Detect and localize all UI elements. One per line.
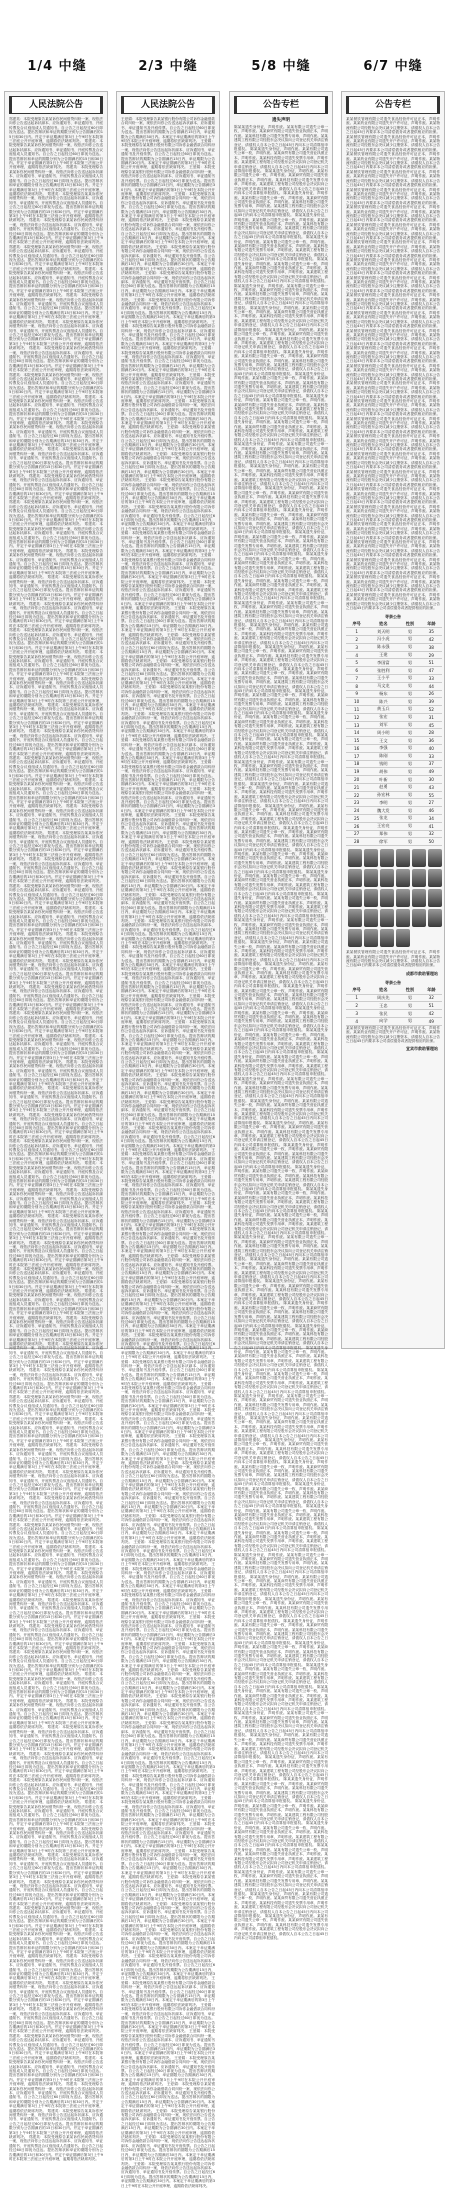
table-row (346, 815, 442, 823)
table-cell: 47 (421, 667, 442, 675)
table-cell: 杨东 (367, 690, 399, 698)
table-cell: 张宏 (367, 713, 399, 721)
person-photo (380, 889, 394, 907)
table-row (346, 706, 442, 714)
table-row (346, 698, 442, 706)
table-row (346, 830, 442, 838)
table-cell: 2 (346, 636, 367, 644)
column-banner: 公告专栏 (346, 96, 440, 114)
table-cell: 22 (346, 791, 367, 799)
table-row (346, 659, 442, 667)
person-photo (364, 929, 378, 947)
person-photo (412, 909, 426, 927)
table-row (346, 760, 442, 768)
person-photo (380, 869, 394, 887)
table-cell: 男 (399, 737, 420, 745)
column-banner: 人民法院公告 (9, 96, 103, 114)
table-cell: 52 (421, 706, 442, 714)
table-cell: 男 (399, 636, 420, 644)
table-row (346, 690, 442, 698)
person-photo (428, 869, 442, 887)
table-cell: 14 (346, 729, 367, 737)
table-cell: 41 (421, 822, 442, 830)
table-cell: 23 (346, 799, 367, 807)
table-cell: 男 (399, 776, 420, 784)
table-row (346, 768, 442, 776)
person-photo (380, 909, 394, 927)
table-cell: 男 (399, 698, 420, 706)
table-cell: 50 (421, 838, 442, 846)
person-photo (380, 929, 394, 947)
table-cell: 王文 (367, 737, 399, 745)
table-cell: 8 (346, 682, 367, 690)
table-cell: 男 (399, 799, 420, 807)
table-row (346, 628, 442, 636)
table-cell: 38 (421, 643, 442, 651)
table-cell: 45 (421, 721, 442, 729)
person-photo (348, 849, 362, 867)
table-cell: 5 (346, 659, 367, 667)
table-cell: 男 (399, 690, 420, 698)
notice-text: 陈某某遗失身份证，声明作废。某某有限公司遗失公章一枚，声明作废。某某商贸有限公司遗失营业执照正本，声明作废。某某科技有限公司遗失发票专用章，声明作废。某某建筑工程有限公司经股东会决议拟向公司登记机关申请注销登记，请债权人自本公告之日起45日内向本公司清算组申报债权。 陈某某遗失身份证，声明作废。某某有限公司遗失公章一枚，声明作废。某某商贸有限公司遗失营业执照正本，声明作废。某某科技有限公司遗失发票专用章，声明作废。某某建筑工程有限公司经股东会决议拟向公司登记机关申请注销登记，请债权人自本公告之日起45日内向本公司清算组申报债权。 陈某某遗失身份证，声明作废。某某有限公司遗失公章一枚，声明作废。某某商贸有限公司遗失营业执照正本，声明作废。某某科技有限公司遗失发票专用章，声明作废。某某建筑工程有限公司经股东会决议拟向公司登记机关申请注销登记，请债权人自本公告之日起45日内向本公司清算组申报债权。 陈某某遗失身份证，声明作废。某某有限公司遗失公章一枚，声明作废。某某商贸有限公司遗失营业执照正本，声明作废。某某科技有限公司遗失发票专用章，声明作废。某某建筑工程有限公司经股东会决议拟向公司登记机关申请注销登记，请债权人自本公告之日起45日内向本公司清算组申报债权。 陈某某遗失身份证，声明作废。某某有限公司遗失公章一枚，声明作废。某某商贸有限公司遗失营业执照正本，声明作废。某某科技有限公司遗失发票专用章，声明作废。某某建筑工程有限公司经股东会决议拟向公司登记机关申请注销登记，请债权人自本公告之日起45日内向本公司清算组申报债权。 陈某某遗失身份证，声明作废。某某有限公司遗失公章一枚，声明作废。某某商贸有限公司遗失营业执照正本，声明作废。某某科技有限公司遗失发票专用章，声明作废。某某建筑工程有限公司经股东会决议拟向公司登记机关申请注销登记，请债权人自本公告之日起45日内向本公司清算组申报债权。 陈某某遗失身份证，声明作废。某某有限公司遗失公章一枚，声明作废。某某商贸有限公司遗失营业执照正本，声明作废。某某科技有限公司遗失发票专用章，声明作废。某某建筑工程有限公司经股东会决议拟向公司登记机关申请注销登记，请债权人自本公告之日起45日内向本公司清算组申报债权。 陈某某遗失身份证，声明作废。某某有限公司遗失公章一枚，声明作废。某某商贸有限公司遗失营业执照正本，声明作废。某某科技有限公司遗失发票专用章，声明作废。某某建筑工程有限公司经股东会决议拟向公司登记机关申请注销登记，请债权人自本公告之日起45日内向本公司清算组申报债权。 陈某某遗失身份证，声明作废。某某有限公司遗失公章一枚，声明作废。某某商贸有限公司遗失营业执照正本，声明作废。某某科技有限公司遗失发票专用章，声明作废。某某建筑工程有限公司经股东会决议拟向公司登记机关申请注销登记，请债权人自本公告之日起45日内向本公司清算组申报债权。 陈某某遗失身份证，声明作废。某某有限公司遗失公章一枚，声明作废。某某商贸有限公司遗失营业执照正本，声明作废。某某科技有限公司遗失发票专用章，声明作废。某某建筑工程有限公司经股东会决议拟向公司登记机关申请注销登记，请债权人自本公告之日起45日内向本公司清算组申报债权。 陈某某遗失身份证，声明作废。某某有限公司遗失公章一枚，声明作废。某某商贸有限公司遗失营业执照正本，声明作废。某某科技有限公司遗失发票专用章，声明作废。某某建筑工程有限公司经股东会决议拟向公司登记机关申请注销登记，请债权人自本公告之日起45日内向本公司清算组申报债权。 陈某某遗失身份证，声明作废。某某有限公司遗失公章一枚，声明作废。某某商贸有限公司遗失营业执照正本，声明作废。某某科技有限公司遗失发票专用章，声明作废。某某建筑工程有限公司经股东会决议拟向公司登记机关申请注销登记，请债权人自本公告之日起45日内向本公司清算组申报债权。 陈某某遗失身份证，声明作废。某某有限公司遗失公章一枚，声明作废。某某商贸有限公司遗失营业执照正本，声明作废。某某科技有限公司遗失发票专用章，声明作废。某某建筑工程有限公司经股东会决议拟向公司登记机关申请注销登记，请债权人自本公告之日起45日内向本公司清算组申报债权。 陈某某遗失身份证，声明作废。某某有限公司遗失公章一枚，声明作废。某某商贸有限公司遗失营业执照正本，声明作废。某某科技有限公司遗失发票专用章，声明作废。某某建筑工程有限公司经股东会决议拟向公司登记机关申请注销登记，请债权人自本公告之日起45日内向本公司清算组申报债权。 陈某某遗失身份证，声明作废。某某有限公司遗失公章一枚，声明作废。某某商贸有限公司遗失营业执照正本，声明作废。某某科技有限公司遗失发票专用章，声明作废。某某建筑工程有限公司经股东会决议拟向公司登记机关申请注销登记，请债权人自本公告之日起45日内向本公司清算组申报债权。 陈某某遗失身份证，声明作废。某某有限公司遗失公章一枚，声明作废。某某商贸有限公司遗失营业执照正本，声明作废。某某科技有限公司遗失发票专用章，声明作废。某某建筑工程有限公司经股东会决议拟向公司登记机关申请注销登记，请债权人自本公告之日起45日内向本公司清算组申报债权。 陈某某遗失身份证，声明作废。某某有限公司遗失公章一枚，声明作废。某某商贸有限公司遗失营业执照正本，声明作废。某某科技有限公司遗失发票专用章，声明作废。某某建筑工程有限公司经股东会决议拟向公司登记机关申请注销登记，请债权人自本公告之日起45日内向本公司清算组申报债权。 陈某某遗失身份证，声明作废。某某有限公司遗失公章一枚，声明作废。某某商贸有限公司遗失营业执照正本，声明作废。某某科技有限公司遗失发票专用章，声明作废。某某建筑工程有限公司经股东会决议拟向公司登记机关申请注销登记，请债权人自本公告之日起45日内向本公司清算组申报债权。 陈某某遗失身份证，声明作废。某某有限公司遗失公章一枚，声明作废。某某商贸有限公司遗失营业执照正本，声明作废。某某科技有限公司遗失发票专用章，声明作废。某某建筑工程有限公司经股东会决议拟向公司登记机关申请注销登记，请债权人自本公告之日起45日内向本公司清算组申报债权。 陈某某遗失身份证，声明作废。某某有限公司遗失公章一枚，声明作废。某某商贸有限公司遗失营业执照正本，声明作废。某某科技有限公司遗失发票专用章，声明作废。某某建筑工程有限公司经股东会决议拟向公司登记机关申请注销登记，请债权人自本公告之日起45日内向本公司清算组申报债权。 陈某某遗失身份证，声明作废。某某有限公司遗失公章一枚，声明作废。某某商贸有限公司遗失营业执照正本，声明作废。某某科技有限公司遗失发票专用章，声明作废。某某建筑工程有限公司经股东会决议拟向公司登记机关申请注销登记，请债权人自本公告之日起45日内向本公司清算组申报债权。 陈某某遗失身份证，声明作废。某某有限公司遗失公章一枚，声明作废。某某商贸有限公司遗失营业执照正本，声明作废。某某科技有限公司遗失发票专用章，声明作废。某某建筑工程有限公司经股东会决议拟向公司登记机关申请注销登记，请债权人自本公告之日起45日内向本公司清算组申报债权。 陈某某遗失身份证，声明作废。某某有限公司遗失公章一枚，声明作废。某某商贸有限公司遗失营业执照正本，声明作废。某某科技有限公司遗失发票专用章，声明作废。某某建筑工程有限公司经股东会决议拟向公司登记机关申请注销登记，请债权人自本公告之日起45日内向本公司清算组申报债权。 陈某某遗失身份证，声明作废。某某有限公司遗失公章一枚，声明作废。某某商贸有限公司遗失营业执照正本，声明作废。某某科技有限公司遗失发票专用章，声明作废。某某建筑工程有限公司经股东会决议拟向公司登记机关申请注销登记，请债权人自本公告之日起45日内向本公司清算组申报债权。 陈某某遗失身份证，声明作废。某某有限公司遗失公章一枚，声明作废。某某商贸有限公司遗失营业执照正本，声明作废。某某科技有限公司遗失发票专用章，声明作废。某某建筑工程有限公司经股东会决议拟向公司登记机关申请注销登记，请债权人自本公告之日起45日内向本公司清算组申报债权。 陈某某遗失身份证，声明作废。某某有限公司遗失公章一枚，声明作废。某某商贸有限公司遗失营业执照正本，声明作废。某某科技有限公司遗失发票专用章，声明作废。某某建筑工程有限公司经股东会决议拟向公司登记机关申请注销登记，请债权人自本公告之日起45日内向本公司清算组申报债权。 陈某某遗失身份证，声明作废。某某有限公司遗失公章一枚，声明作废。某某商贸有限公司遗失营业执照正本，声明作废。某某科技有限公司遗失发票专用章，声明作废。某某建筑工程有限公司经股东会决议拟向公司登记机关申请注销登记，请债权人自本公告之日起45日内向本公司清算组申报债权。 陈某某遗失身份证，声明作废。某某有限公司遗失公章一枚，声明作废。某某商贸有限公司遗失营业执照正本，声明作废。某某科技有限公司遗失发票专用章，声明作废。某某建筑工程有限公司经股东会决议拟向公司登记机关申请注销登记，请债权人自本公告之日起45日内向本公司清算组申报债权。 陈某某遗失身份证，声明作废。某某有限公司遗失公章一枚，声明作废。某某商贸有限公司遗失营业执照正本，声明作废。某某科技有限公司遗失发票专用章，声明作废。某某建筑工程有限公司经股东会决议拟向公司登记机关申请注销登记，请债权人自本公告之日起45日内向本公司清算组申报债权。 陈某某遗失身份证，声明作废。某某有限公司遗失公章一枚，声明作废。某某商贸有限公司遗失营业执照正本，声明作废。某某科技有限公司遗失发票专用章，声明作废。某某建筑工程有限公司经股东会决议拟向公司登记机关申请注销登记，请债权人自本公告之日起45日内向本公司清算组申报债权。 陈某某遗失身份证，声明作废。某某有限公司遗失公章一枚，声明作废。某某商贸有限公司遗失营业执照正本，声明作废。某某科技有限公司遗失发票专用章，声明作废。某某建筑工程有限公司经股东会决议拟向公司登记机关申请注销登记，请债权人自本公告之日起45日内向本公司清算组申报债权。 陈某某遗失身份证，声明作废。某某有限公司遗失公章一枚，声明作废。某某商贸有限公司遗失营业执照正本，声明作废。某某科技有限公司遗失发票专用章，声明作废。某某建筑工程有限公司经股东会决议拟向公司登记机关申请注销登记，请债权人自本公告之日起45日内向本公司清算组申报债权。 陈某某遗失身份证，声明作废。某某有限公司遗失公章一枚，声明作废。某某商贸有限公司遗失营业执照正本，声明作废。某某科技有限公司遗失发票专用章，声明作废。某某建筑工程有限公司经股东会决议拟向公司登记机关申请注销登记，请债权人自本公告之日起45日内向本公司清算组申报债权。 陈某某遗失身份证，声明作废。某某有限公司遗失公章一枚，声明作废。某某商贸有限公司遗失营业执照正本，声明作废。某某科技有限公司遗失发票专用章，声明作废。某某建筑工程有限公司经股东会决议拟向公司登记机关申请注销登记，请债权人自本公告之日起45日内向本公司清算组申报债权。 陈某某遗失身份证，声明作废。某某有限公司遗失公章一枚，声明作废。某某商贸有限公司遗失营业执照正本，声明作废。某某科技有限公司遗失发票专用章，声明作废。某某建筑工程有限公司经股东会决议拟向公司登记机关申请注销登记，请债权人自本公告之日起45日内向本公司清算组申报债权。 陈某某遗失身份证，声明作废。某某有限公司遗失公章一枚，声明作废。某某商贸有限公司遗失营业执照正本，声明作废。某某科技有限公司遗失发票专用章，声明作废。某某建筑工程有限公司经股东会决议拟向公司登记机关申请注销登记，请债权人自本公告之日起45日内向本公司清算组申报债权。 陈某某遗失身份证，声明作废。某某有限公司遗失公章一枚，声明作废。某某商贸有限公司遗失营业执照正本，声明作废。某某科技有限公司遗失发票专用章，声明作废。某某建筑工程有限公司经股东会决议拟向公司登记机关申请注销登记，请债权人自本公告之日起45日内向本公司清算组申报债权。 陈某某遗失身份证，声明作废。某某有限公司遗失公章一枚，声明作废。某某商贸有限公司遗失营业执照正本，声明作废。某某科技有限公司遗失发票专用章，声明作废。某某建筑工程有限公司经股东会决议拟向公司登记机关申请注销登记，请债权人自本公告之日起45日内向本公司清算组申报债权。 陈某某遗失身份证，声明作废。某某有限公司遗失公章一枚，声明作废。某某商贸有限公司遗失营业执照正本，声明作废。某某科技有限公司遗失发票专用章，声明作废。某某建筑工程有限公司经股东会决议拟向公司登记机关申请注销登记，请债权人自本公告之日起45日内向本公司清算组申报债权。 陈某某遗失身份证，声明作废。某某有限公司遗失公章一枚，声明作废。某某商贸有限公司遗失营业执照正本，声明作废。某某科技有限公司遗失发票专用章，声明作废。某某建筑工程有限公司经股东会决议拟向公司登记机关申请注销登记，请债权人自本公告之日起45日内向本公司清算组申报债权。 陈某某遗失身份证，声明作废。某某有限公司遗失公章一枚，声明作废。某某商贸有限公司遗失营业执照正本，声明作废。某某科技有限公司遗失发票专用章，声明作废。某某建筑工程有限公司经股东会决议拟向公司登记机关申请注销登记，请债权人自本公告之日起45日内向本公司清算组申报债权。 陈某某遗失身份证，声明作废。某某有限公司遗失公章一枚，声明作废。某某商贸有限公司遗失营业执照正本，声明作废。某某科技有限公司遗失发票专用章，声明作废。某某建筑工程有限公司经股东会决议拟向公司登记机关申请注销登记，请债权人自本公告之日起45日内向本公司清算组申报债权。 陈某某遗失身份证，声明作废。某某有限公司遗失公章一枚，声明作废。某某商贸有限公司遗失营业执照正本，声明作废。某某科技有限公司遗失发票专用章，声明作废。某某建筑工程有限公司经股东会决议拟向公司登记机关申请注销登记，请债权人自本公告之日起45日内向本公司清算组申报债权。 陈某某遗失身份证，声明作废。某某有限公司遗失公章一枚，声明作废。某某商贸有限公司遗失营业执照正本，声明作废。某某科技有限公司遗失发票专用章，声明作废。某某建筑工程有限公司经股东会决议拟向公司登记机关申请注销登记，请债权人自本公告之日起45日内向本公司清算组申报债权。 陈某某遗失身份证，声明作废。某某有限公司遗失公章一枚，声明作废。某某商贸有限公司遗失营业执照正本，声明作废。某某科技有限公司遗失发票专用章，声明作废。某某建筑工程有限公司经股东会决议拟向公司登记机关申请注销登记，请债权人自本公告之日起45日内向本公司清算组申报债权。 陈某某遗失身份证，声明作废。某某有限公司遗失公章一枚，声明作废。某某商贸有限公司遗失营业执照正本，声明作废。某某科技有限公司遗失发票专用章，声明作废。某某建筑工程有限公司经股东会决议拟向公司登记机关申请注销登记，请债权人自本公告之日起45日内向本公司清算组申报债权。 陈某某遗失身份证，声明作废。某某有限公司遗失公章一枚，声明作废。某某商贸有限公司遗失营业执照正本，声明作废。某某科技有限公司遗失发票专用章，声明作废。某某建筑工程有限公司经股东会决议拟向公司登记机关申请注销登记，请债权人自本公告之日起45日内向本公司清算组申报债权。 陈某某遗失身份证，声明作废。某某有限公司遗失公章一枚，声明作废。某某商贸有限公司遗失营业执照正本，声明作废。某某科技有限公司遗失发票专用章，声明作废。某某建筑工程有限公司经股东会决议拟向公司登记机关申请注销登记，请债权人自本公告之日起45日内向本公司清算组申报债权。 陈某某遗失身份证，声明作废。某某有限公司遗失公章一枚，声明作废。某某商贸有限公司遗失营业执照正本，声明作废。某某科技有限公司遗失发票专用章，声明作废。某某建筑工程有限公司经股东会决议拟向公司登记机关申请注销登记，请债权人自本公告之日起45日内向本公司清算组申报债权。 陈某某遗失身份证，声明作废。某某有限公司遗失公章一枚，声明作废。某某商贸有限公司遗失营业执照正本，声明作废。某某科技有限公司遗失发票专用章，声明作废。某某建筑工程有限公司经股东会决议拟向公司登记机关申请注销登记，请债权人自本公告之日起45日内向本公司清算组申报债权。 陈某某遗失身份证，声明作废。某某有限公司遗失公章一枚，声明作废。某某商贸有限公司遗失营业执照正本，声明作废。某某科技有限公司遗失发票专用章，声明作废。某某建筑工程有限公司经股东会决议拟向公司登记机关申请注销登记，请债权人自本公告之日起45日内向本公司清算组申报债权。 陈某某遗失身份证，声明作废。某某有限公司遗失公章一枚，声明作废。某某商贸有限公司遗失营业执照正本，声明作废。某某科技有限公司遗失发票专用章，声明作废。某某建筑工程有限公司经股东会决议拟向公司登记机关申请注销登记，请债权人自本公告之日起45日内向本公司清算组申报债权。 陈某某遗失身份证，声明作废。某某有限公司遗失公章一枚，声明作废。某某商贸有限公司遗失营业执照正本，声明作废。某某科技有限公司遗失发票专用章，声明作废。某某建筑工程有限公司经股东会决议拟向公司登记机关申请注销登记，请债权人自本公告之日起45日内向本公司清算组申报债权。 陈某某遗失身份证，声明作废。某某有限公司遗失公章一枚，声明作废。某某商贸有限公司遗失营业执照正本，声明作废。某某科技有限公司遗失发票专用章，声明作废。某某建筑工程有限公司经股东会决议拟向公司登记机关申请注销登记，请债权人自本公告之日起45日内向本公司清算组申报债权。 陈某某遗失身份证，声明作废。某某有限公司遗失公章一枚，声明作废。某某商贸有限公司遗失营业执照正本，声明作废。某某科技有限公司遗失发票专用章，声明作废。某某建筑工程有限公司经股东会决议拟向公司登记机关申请注销登记，请债权人自本公告之日起45日内向本公司清算组申报债权。 陈某某遗失身份证，声明作废。某某有限公司遗失公章一枚，声明作废。某某商贸有限公司遗失营业执照正本，声明作废。某某科技有限公司遗失发票专用章，声明作废。某某建筑工程有限公司经股东会决议拟向公司登记机关申请注销登记，请债权人自本公告之日起45日内向本公司清算组申报债权。 陈某某遗失身份证，声明作废。某某有限公司遗失公章一枚，声明作废。某某商贸有限公司遗失营业执照正本，声明作废。某某科技有限公司遗失发票专用章，声明作废。某某建筑工程有限公司经股东会决议拟向公司登记机关申请注销登记，请债权人自本公告之日起45日内向本公司清算组申报债权。 陈某某遗失身份证，声明作废。某某有限公司遗失公章一枚，声明作废。某某商贸有限公司遗失营业执照正本，声明作废。某某科技有限公司遗失发票专用章，声明作废。某某建筑工程有限公司经股东会决议拟向公司登记机关申请注销登记，请债权人自本公告之日起45日内向本公司清算组申报债权。 陈某某遗失身份证，声明作废。某某有限公司遗失公章一枚，声明作废。某某商贸有限公司遗失营业执照正本，声明作废。某某科技有限公司遗失发票专用章，声明作废。某某建筑工程有限公司经股东会决议拟向公司登记机关申请注销登记，请债权人自本公告之日起45日内向本公司清算组申报债权。 陈某某遗失身份证，声明作废。某某有限公司遗失公章一枚，声明作废。某某商贸有限公司遗失营业执照正本，声明作废。某某科技有限公司遗失发票专用章，声明作废。某某建筑工程有限公司经股东会决议拟向公司登记机关申请注销登记，请债权人自本公告之日起45日内向本公司清算组申报债权。 陈某某遗失身份证，声明作废。某某有限公司遗失公章一枚，声明作废。某某商贸有限公司遗失营业执照正本，声明作废。某某科技有限公司遗失发票专用章，声明作废。某某建筑工程有限公司经股东会决议拟向公司登记机关申请注销登记，请债权人自本公告之日起45日内向本公司清算组申报债权。 陈某某遗失身份证，声明作废。某某有限公司遗失公章一枚，声明作废。某某商贸有限公司遗失营业执照正本，声明作废。某某科技有限公司遗失发票专用章，声明作废。某某建筑工程有限公司经股东会决议拟向公司登记机关申请注销登记，请债权人自本公告之日起45日内向本公司清算组申报债权。 陈某某遗失身份证，声明作废。某某有限公司遗失公章一枚，声明作废。某某商贸有限公司遗失营业执照正本，声明作废。某某科技有限公司遗失发票专用章，声明作废。某某建筑工程有限公司经股东会决议拟向公司登记机关申请注销登记，请债权人自本公告之日起45日内向本公司清算组申报债权。 陈某某遗失身份证，声明作废。某某有限公司遗失公章一枚，声明作废。某某商贸有限公司遗失营业执照正本，声明作废。某某科技有限公司遗失发票专用章，声明作废。某某建筑工程有限公司经股东会决议拟向公司登记机关申请注销登记，请债权人自本公告之日起45日内向本公司清算组申报债权。 陈某某遗失身份证，声明作废。某某有限公司遗失公章一枚，声明作废。某某商贸有限公司遗失营业执照正本，声明作废。某某科技有限公司遗失发票专用章，声明作废。某某建筑工程有限公司经股东会决议拟向公司登记机关申请注销登记，请债权人自本公告之日起45日内向本公司清算组申报债权。 陈某某遗失身份证，声明作废。某某有限公司遗失公章一枚，声明作废。某某商贸有限公司遗失营业执照正本，声明作废。某某科技有限公司遗失发票专用章，声明作废。某某建筑工程有限公司经股东会决议拟向公司登记机关申请注销登记，请债权人自本公告之日起45日内向本公司清算组申报债权。 陈某某遗失身份证，声明作废。某某有限公司遗失公章一枚，声明作废。某某商贸有限公司遗失营业执照正本，声明作废。某某科技有限公司遗失发票专用章，声明作废。某某建筑工程有限公司经股东会决议拟向公司登记机关申请注销登记，请债权人自本公告之日起45日内向本公司清算组申报债权。 陈某某遗失身份证，声明作废。某某有限公司遗失公章一枚，声明作废。某某商贸有限公司遗失营业执照正本，声明作废。某某科技有限公司遗失发票专用章，声明作废。某某建筑工程有限公司经股东会决议拟向公司登记机关申请注销登记，请债权人自本公告之日起45日内向本公司清算组申报债权。 陈某某遗失身份证，声明作废。某某有限公司遗失公章一枚，声明作废。某某商贸有限公司遗失营业执照正本，声明作废。某某科技有限公司遗失发票专用章，声明作废。某某建筑工程有限公司经股东会决议拟向公司登记机关申请注销登记，请债权人自本公告之日起45日内向本公司清算组申报债权。 陈某某遗失身份证，声明作废。某某有限公司遗失公章一枚，声明作废。某某商贸有限公司遗失营业执照正本，声明作废。某某科技有限公司遗失发票专用章，声明作废。某某建筑工程有限公司经股东会决议拟向公司登记机关申请注销登记，请债权人自本公告之日起45日内向本公司清算组申报债权。 陈某某遗失身份证，声明作废。某某有限公司遗失公章一枚，声明作废。某某商贸有限公司遗失营业执照正本，声明作废。某某科技有限公司遗失发票专用章，声明作废。某某建筑工程有限公司经股东会决议拟向公司登记机关申请注销登记，请债权人自本公告之日起45日内向本公司清算组申报债权。 陈某某遗失身份证，声明作废。某某有限公司遗失公章一枚，声明作废。某某商贸有限公司遗失营业执照正本，声明作废。某某科技有限公司遗失发票专用章，声明作废。某某建筑工程有限公司经股东会决议拟向公司登记机关申请注销登记，请债权人自本公告之日起45日内向本公司清算组申报债权。 陈某某遗失身份证，声明作废。某某有限公司遗失公章一枚，声明作废。某某商贸有限公司遗失营业执照正本，声明作废。某某科技有限公司遗失发票专用章，声明作废。某某建筑工程有限公司经股东会决议拟向公司登记机关申请注销登记，请债权人自本公告之日起45日内向本公司清算组申报债权。 陈某某遗失身份证，声明作废。某某有限公司遗失公章一枚，声明作废。某某商贸有限公司遗失营业执照正本，声明作废。某某科技有限公司遗失发票专用章，声明作废。某某建筑工程有限公司经股东会决议拟向公司登记机关申请注销登记，请债权人自本公告之日起45日内向本公司清算组申报债权。 陈某某遗失身份证，声明作废。某某有限公司遗失公章一枚，声明作废。某某商贸有限公司遗失营业执照正本，声明作废。某某科技有限公司遗失发票专用章，声明作废。某某建筑工程有限公司经股东会决议拟向公司登记机关申请注销登记，请债权人自本公告之日起45日内向本公司清算组申报债权。 陈某某遗失身份证，声明作废。某某有限公司遗失公章一枚，声明作废。某某商贸有限公司遗失营业执照正本，声明作废。某某科技有限公司遗失发票专用章，声明作废。某某建筑工程有限公司经股东会决议拟向公司登记机关申请注销登记，请债权人自本公告之日起45日内向本公司清算组申报债权。 陈某某遗失身份证，声明作废。某某有限公司遗失公章一枚，声明作废。某某商贸有限公司遗失营业执照正本，声明作废。某某科技有限公司遗失发票专用章，声明作废。某某建筑工程有限公司经股东会决议拟向公司登记机关申请注销登记，请债权人自本公告之日起45日内向本公司清算组申报债权。 陈某某遗失身份证，声明作废。某某有限公司遗失公章一枚，声明作废。某某商贸有限公司遗失营业执照正本，声明作废。某某科技有限公司遗失发票专用章，声明作废。某某建筑工程有限公司经股东会决议拟向公司登记机关申请注销登记，请债权人自本公告之日起45日内向本公司清算组申报债权。 陈某某遗失身份证，声明作废。某某有限公司遗失公章一枚，声明作废。某某商贸有限公司遗失营业执照正本，声明作废。某某科技有限公司遗失发票专用章，声明作废。某某建筑工程有限公司经股东会决议拟向公司登记机关申请注销登记，请债权人自本公告之日起45日内向本公司清算组申报债权。 陈某某遗失身份证，声明作废。某某有限公司遗失公章一枚，声明作废。某某商贸有限公司遗失营业执照正本，声明作废。某某科技有限公司遗失发票专用章，声明作废。某某建筑工程有限公司经股东会决议拟向公司登记机关申请注销登记，请债权人自本公告之日起45日内向本公司清算组申报债权。 (234, 125, 328, 1940)
table-cell: 40 (421, 745, 442, 753)
table-cell: 李国富 (367, 659, 399, 667)
table-row (346, 994, 442, 1002)
table-cell: 男 (399, 994, 420, 1002)
table-cell: 43 (421, 783, 442, 791)
table-cell: 男 (399, 682, 420, 690)
table-cell: 49 (421, 1017, 442, 1025)
missing-persons-title: 寻亲公告 (385, 613, 401, 619)
table-row (346, 729, 442, 737)
table-row (346, 1010, 442, 1018)
table-cell: 王建 (367, 651, 399, 659)
table-cell: 男 (399, 1010, 420, 1018)
column-announcements-1 (229, 91, 333, 1940)
column-header-2: 2/3 中缝 (138, 59, 198, 74)
table-cell: 35 (421, 628, 442, 636)
table-cell: 6 (346, 667, 367, 675)
table-cell: 男 (399, 822, 420, 830)
table-cell: 男 (399, 783, 420, 791)
table-cell: 9 (346, 690, 367, 698)
table-cell: 向学 (367, 1017, 399, 1025)
table-cell: 胡伟 (367, 768, 399, 776)
column-header-4: 6/7 中缝 (363, 59, 423, 74)
table-cell: 刘天明 (367, 628, 399, 636)
table-cell: 7 (346, 674, 367, 682)
table-row (346, 682, 442, 690)
person-photo (428, 909, 442, 927)
table-cell: 42 (421, 1010, 442, 1018)
table-header-cell: 年龄 (421, 987, 442, 994)
table-cell: 王宏亮 (367, 822, 399, 830)
table-cell: 钱明 (367, 760, 399, 768)
table-cell: 32 (421, 994, 442, 1002)
table-cell: 3 (346, 643, 367, 651)
table-cell: 10 (346, 698, 367, 706)
column-header-1: 1/4 中缝 (27, 59, 87, 74)
person-photo (348, 909, 362, 927)
signature: 成都市救助管理站 (406, 970, 438, 976)
person-photo (380, 849, 394, 867)
table-header-cell: 年龄 (421, 621, 442, 628)
table-cell: 王忠 (367, 1002, 399, 1010)
column-banner: 人民法院公告 (121, 96, 215, 114)
table-cell: 21 (346, 783, 367, 791)
person-photo (428, 849, 442, 867)
table-cell: 13 (346, 721, 367, 729)
table-cell: 34 (421, 815, 442, 823)
table-row (346, 721, 442, 729)
table-cell: 男 (399, 745, 420, 753)
table-cell: 26 (421, 690, 442, 698)
person-photo (364, 869, 378, 887)
table-cell: 12 (346, 713, 367, 721)
table-row (346, 745, 442, 753)
table-cell: 55 (421, 791, 442, 799)
table-row (346, 674, 442, 682)
table-row (346, 1002, 442, 1010)
column-court-1 (4, 91, 108, 2162)
table-cell: 郑伟 (367, 830, 399, 838)
person-photo (348, 929, 362, 947)
table-cell: 32 (421, 830, 442, 838)
table-header-cell: 性别 (399, 987, 420, 994)
notice-text-short-2: 某某餐饮管理有限公司遗失食品经营许可证正本，声明作废。某某药业有限公司遗失开户许可证，声明作废。某某物流有限公司经股东会决议减少注册资本，请债权人自本公告之日起45日内要求本公司清偿债务或者提供相应的担保。 (346, 1025, 440, 1043)
table-cell: 周小明 (367, 729, 399, 737)
table-cell: 男 (399, 643, 420, 651)
table-cell: 男 (399, 838, 420, 846)
table-cell: 张胜利 (367, 667, 399, 675)
table-cell: 36 (421, 737, 442, 745)
person-photo (396, 929, 410, 947)
table-cell: 15 (346, 737, 367, 745)
column-header-3: 5/8 中缝 (251, 59, 311, 74)
person-photo (348, 889, 362, 907)
table-cell: 男 (399, 1017, 420, 1025)
missing-persons-table-2 (346, 987, 442, 1026)
person-photo (396, 869, 410, 887)
section-subtitle: 遗失声明 (272, 118, 290, 123)
table-cell: 陈刚 (367, 752, 399, 760)
column-court-2 (116, 91, 220, 2188)
table-cell: 11 (346, 706, 367, 714)
missing-persons-table (346, 621, 442, 847)
table-cell: 33 (421, 674, 442, 682)
person-photo (396, 849, 410, 867)
table-cell: 男 (399, 706, 420, 714)
table-cell: 19 (346, 768, 367, 776)
table-cell: 17 (346, 752, 367, 760)
table-cell: 男 (399, 713, 420, 721)
table-cell: 4 (346, 1017, 367, 1025)
table-header-cell: 序号 (346, 621, 367, 628)
table-cell: 陈永强 (367, 643, 399, 651)
table-cell: 陈兴 (367, 698, 399, 706)
table-cell: 33 (421, 752, 442, 760)
table-cell: 张龙 (367, 815, 399, 823)
table-cell: 周庆先 (367, 994, 399, 1002)
table-row (346, 807, 442, 815)
table-row (346, 651, 442, 659)
table-cell: 4 (346, 651, 367, 659)
table-row (346, 636, 442, 644)
table-header-cell: 性别 (399, 621, 420, 628)
table-cell: 46 (421, 807, 442, 815)
table-cell: 李强 (367, 745, 399, 753)
table-cell: 男 (399, 674, 420, 682)
person-photo (364, 849, 378, 867)
table-cell: 男 (399, 1002, 420, 1010)
table-cell: 男 (399, 830, 420, 838)
table-cell: 孙宏林 (367, 791, 399, 799)
column-banner: 公告专栏 (234, 96, 328, 114)
table-cell: 30 (421, 776, 442, 784)
table-cell: 51 (421, 659, 442, 667)
person-photo (412, 889, 426, 907)
table-cell: 马文龙 (367, 682, 399, 690)
table-header-cell: 姓名 (367, 987, 399, 994)
missing-persons-title-2: 寻亲公告 (385, 979, 401, 985)
signature-2: 宜宾市救助管理站 (406, 1046, 438, 1052)
table-cell: 赵勇 (367, 783, 399, 791)
table-cell: 28 (421, 729, 442, 737)
person-photo (396, 909, 410, 927)
notice-text: 郑建英：本院受理原告某某诉你民间借贷纠纷一案，现依法向你公告送达起诉状副本、应诉通知书、举证通知书、开庭传票及合议庭组成人员通知书。自公告之日起经过60日即视为送达。提出答辩状和举证的期限分别为公告期满后的15日和30日内。并定于举证期满后第3日上午9时在本院第三法庭公开开庭审理，逾期将依法缺席判决。 郑建英：本院受理原告某某诉你民间借贷纠纷一案，现依法向你公告送达起诉状副本、应诉通知书、举证通知书、开庭传票及合议庭组成人员通知书。自公告之日起经过60日即视为送达。提出答辩状和举证的期限分别为公告期满后的15日和30日内。并定于举证期满后第3日上午9时在本院第三法庭公开开庭审理，逾期将依法缺席判决。 郑建英：本院受理原告某某诉你民间借贷纠纷一案，现依法向你公告送达起诉状副本、应诉通知书、举证通知书、开庭传票及合议庭组成人员通知书。自公告之日起经过60日即视为送达。提出答辩状和举证的期限分别为公告期满后的15日和30日内。并定于举证期满后第3日上午9时在本院第三法庭公开开庭审理，逾期将依法缺席判决。 郑建英：本院受理原告某某诉你民间借贷纠纷一案，现依法向你公告送达起诉状副本、应诉通知书、举证通知书、开庭传票及合议庭组成人员通知书。自公告之日起经过60日即视为送达。提出答辩状和举证的期限分别为公告期满后的15日和30日内。并定于举证期满后第3日上午9时在本院第三法庭公开开庭审理，逾期将依法缺席判决。 郑建英：本院受理原告某某诉你民间借贷纠纷一案，现依法向你公告送达起诉状副本、应诉通知书、举证通知书、开庭传票及合议庭组成人员通知书。自公告之日起经过60日即视为送达。提出答辩状和举证的期限分别为公告期满后的15日和30日内。并定于举证期满后第3日上午9时在本院第三法庭公开开庭审理，逾期将依法缺席判决。 郑建英：本院受理原告某某诉你民间借贷纠纷一案，现依法向你公告送达起诉状副本、应诉通知书、举证通知书、开庭传票及合议庭组成人员通知书。自公告之日起经过60日即视为送达。提出答辩状和举证的期限分别为公告期满后的15日和30日内。并定于举证期满后第3日上午9时在本院第三法庭公开开庭审理，逾期将依法缺席判决。 郑建英：本院受理原告某某诉你民间借贷纠纷一案，现依法向你公告送达起诉状副本、应诉通知书、举证通知书、开庭传票及合议庭组成人员通知书。自公告之日起经过60日即视为送达。提出答辩状和举证的期限分别为公告期满后的15日和30日内。并定于举证期满后第3日上午9时在本院第三法庭公开开庭审理，逾期将依法缺席判决。 郑建英：本院受理原告某某诉你民间借贷纠纷一案，现依法向你公告送达起诉状副本、应诉通知书、举证通知书、开庭传票及合议庭组成人员通知书。自公告之日起经过60日即视为送达。提出答辩状和举证的期限分别为公告期满后的15日和30日内。并定于举证期满后第3日上午9时在本院第三法庭公开开庭审理，逾期将依法缺席判决。 郑建英：本院受理原告某某诉你民间借贷纠纷一案，现依法向你公告送达起诉状副本、应诉通知书、举证通知书、开庭传票及合议庭组成人员通知书。自公告之日起经过60日即视为送达。提出答辩状和举证的期限分别为公告期满后的15日和30日内。并定于举证期满后第3日上午9时在本院第三法庭公开开庭审理，逾期将依法缺席判决。 郑建英：本院受理原告某某诉你民间借贷纠纷一案，现依法向你公告送达起诉状副本、应诉通知书、举证通知书、开庭传票及合议庭组成人员通知书。自公告之日起经过60日即视为送达。提出答辩状和举证的期限分别为公告期满后的15日和30日内。并定于举证期满后第3日上午9时在本院第三法庭公开开庭审理，逾期将依法缺席判决。 郑建英：本院受理原告某某诉你民间借贷纠纷一案，现依法向你公告送达起诉状副本、应诉通知书、举证通知书、开庭传票及合议庭组成人员通知书。自公告之日起经过60日即视为送达。提出答辩状和举证的期限分别为公告期满后的15日和30日内。并定于举证期满后第3日上午9时在本院第三法庭公开开庭审理，逾期将依法缺席判决。 郑建英：本院受理原告某某诉你民间借贷纠纷一案，现依法向你公告送达起诉状副本、应诉通知书、举证通知书、开庭传票及合议庭组成人员通知书。自公告之日起经过60日即视为送达。提出答辩状和举证的期限分别为公告期满后的15日和30日内。并定于举证期满后第3日上午9时在本院第三法庭公开开庭审理，逾期将依法缺席判决。 郑建英：本院受理原告某某诉你民间借贷纠纷一案，现依法向你公告送达起诉状副本、应诉通知书、举证通知书、开庭传票及合议庭组成人员通知书。自公告之日起经过60日即视为送达。提出答辩状和举证的期限分别为公告期满后的15日和30日内。并定于举证期满后第3日上午9时在本院第三法庭公开开庭审理，逾期将依法缺席判决。 郑建英：本院受理原告某某诉你民间借贷纠纷一案，现依法向你公告送达起诉状副本、应诉通知书、举证通知书、开庭传票及合议庭组成人员通知书。自公告之日起经过60日即视为送达。提出答辩状和举证的期限分别为公告期满后的15日和30日内。并定于举证期满后第3日上午9时在本院第三法庭公开开庭审理，逾期将依法缺席判决。 郑建英：本院受理原告某某诉你民间借贷纠纷一案，现依法向你公告送达起诉状副本、应诉通知书、举证通知书、开庭传票及合议庭组成人员通知书。自公告之日起经过60日即视为送达。提出答辩状和举证的期限分别为公告期满后的15日和30日内。并定于举证期满后第3日上午9时在本院第三法庭公开开庭审理，逾期将依法缺席判决。 郑建英：本院受理原告某某诉你民间借贷纠纷一案，现依法向你公告送达起诉状副本、应诉通知书、举证通知书、开庭传票及合议庭组成人员通知书。自公告之日起经过60日即视为送达。提出答辩状和举证的期限分别为公告期满后的15日和30日内。并定于举证期满后第3日上午9时在本院第三法庭公开开庭审理，逾期将依法缺席判决。 郑建英：本院受理原告某某诉你民间借贷纠纷一案，现依法向你公告送达起诉状副本、应诉通知书、举证通知书、开庭传票及合议庭组成人员通知书。自公告之日起经过60日即视为送达。提出答辩状和举证的期限分别为公告期满后的15日和30日内。并定于举证期满后第3日上午9时在本院第三法庭公开开庭审理，逾期将依法缺席判决。 郑建英：本院受理原告某某诉你民间借贷纠纷一案，现依法向你公告送达起诉状副本、应诉通知书、举证通知书、开庭传票及合议庭组成人员通知书。自公告之日起经过60日即视为送达。提出答辩状和举证的期限分别为公告期满后的15日和30日内。并定于举证期满后第3日上午9时在本院第三法庭公开开庭审理，逾期将依法缺席判决。 郑建英：本院受理原告某某诉你民间借贷纠纷一案，现依法向你公告送达起诉状副本、应诉通知书、举证通知书、开庭传票及合议庭组成人员通知书。自公告之日起经过60日即视为送达。提出答辩状和举证的期限分别为公告期满后的15日和30日内。并定于举证期满后第3日上午9时在本院第三法庭公开开庭审理，逾期将依法缺席判决。 郑建英：本院受理原告某某诉你民间借贷纠纷一案，现依法向你公告送达起诉状副本、应诉通知书、举证通知书、开庭传票及合议庭组成人员通知书。自公告之日起经过60日即视为送达。提出答辩状和举证的期限分别为公告期满后的15日和30日内。并定于举证期满后第3日上午9时在本院第三法庭公开开庭审理，逾期将依法缺席判决。 郑建英：本院受理原告某某诉你民间借贷纠纷一案，现依法向你公告送达起诉状副本、应诉通知书、举证通知书、开庭传票及合议庭组成人员通知书。自公告之日起经过60日即视为送达。提出答辩状和举证的期限分别为公告期满后的15日和30日内。并定于举证期满后第3日上午9时在本院第三法庭公开开庭审理，逾期将依法缺席判决。 郑建英：本院受理原告某某诉你民间借贷纠纷一案，现依法向你公告送达起诉状副本、应诉通知书、举证通知书、开庭传票及合议庭组成人员通知书。自公告之日起经过60日即视为送达。提出答辩状和举证的期限分别为公告期满后的15日和30日内。并定于举证期满后第3日上午9时在本院第三法庭公开开庭审理，逾期将依法缺席判决。 郑建英：本院受理原告某某诉你民间借贷纠纷一案，现依法向你公告送达起诉状副本、应诉通知书、举证通知书、开庭传票及合议庭组成人员通知书。自公告之日起经过60日即视为送达。提出答辩状和举证的期限分别为公告期满后的15日和30日内。并定于举证期满后第3日上午9时在本院第三法庭公开开庭审理，逾期将依法缺席判决。 郑建英：本院受理原告某某诉你民间借贷纠纷一案，现依法向你公告送达起诉状副本、应诉通知书、举证通知书、开庭传票及合议庭组成人员通知书。自公告之日起经过60日即视为送达。提出答辩状和举证的期限分别为公告期满后的15日和30日内。并定于举证期满后第3日上午9时在本院第三法庭公开开庭审理，逾期将依法缺席判决。 郑建英：本院受理原告某某诉你民间借贷纠纷一案，现依法向你公告送达起诉状副本、应诉通知书、举证通知书、开庭传票及合议庭组成人员通知书。自公告之日起经过60日即视为送达。提出答辩状和举证的期限分别为公告期满后的15日和30日内。并定于举证期满后第3日上午9时在本院第三法庭公开开庭审理，逾期将依法缺席判决。 郑建英：本院受理原告某某诉你民间借贷纠纷一案，现依法向你公告送达起诉状副本、应诉通知书、举证通知书、开庭传票及合议庭组成人员通知书。自公告之日起经过60日即视为送达。提出答辩状和举证的期限分别为公告期满后的15日和30日内。并定于举证期满后第3日上午9时在本院第三法庭公开开庭审理，逾期将依法缺席判决。 郑建英：本院受理原告某某诉你民间借贷纠纷一案，现依法向你公告送达起诉状副本、应诉通知书、举证通知书、开庭传票及合议庭组成人员通知书。自公告之日起经过60日即视为送达。提出答辩状和举证的期限分别为公告期满后的15日和30日内。并定于举证期满后第3日上午9时在本院第三法庭公开开庭审理，逾期将依法缺席判决。 郑建英：本院受理原告某某诉你民间借贷纠纷一案，现依法向你公告送达起诉状副本、应诉通知书、举证通知书、开庭传票及合议庭组成人员通知书。自公告之日起经过60日即视为送达。提出答辩状和举证的期限分别为公告期满后的15日和30日内。并定于举证期满后第3日上午9时在本院第三法庭公开开庭审理，逾期将依法缺席判决。 郑建英：本院受理原告某某诉你民间借贷纠纷一案，现依法向你公告送达起诉状副本、应诉通知书、举证通知书、开庭传票及合议庭组成人员通知书。自公告之日起经过60日即视为送达。提出答辩状和举证的期限分别为公告期满后的15日和30日内。并定于举证期满后第3日上午9时在本院第三法庭公开开庭审理，逾期将依法缺席判决。 郑建英：本院受理原告某某诉你民间借贷纠纷一案，现依法向你公告送达起诉状副本、应诉通知书、举证通知书、开庭传票及合议庭组成人员通知书。自公告之日起经过60日即视为送达。提出答辩状和举证的期限分别为公告期满后的15日和30日内。并定于举证期满后第3日上午9时在本院第三法庭公开开庭审理，逾期将依法缺席判决。 郑建英：本院受理原告某某诉你民间借贷纠纷一案，现依法向你公告送达起诉状副本、应诉通知书、举证通知书、开庭传票及合议庭组成人员通知书。自公告之日起经过60日即视为送达。提出答辩状和举证的期限分别为公告期满后的15日和30日内。并定于举证期满后第3日上午9时在本院第三法庭公开开庭审理，逾期将依法缺席判决。 郑建英：本院受理原告某某诉你民间借贷纠纷一案，现依法向你公告送达起诉状副本、应诉通知书、举证通知书、开庭传票及合议庭组成人员通知书。自公告之日起经过60日即视为送达。提出答辩状和举证的期限分别为公告期满后的15日和30日内。并定于举证期满后第3日上午9时在本院第三法庭公开开庭审理，逾期将依法缺席判决。 郑建英：本院受理原告某某诉你民间借贷纠纷一案，现依法向你公告送达起诉状副本、应诉通知书、举证通知书、开庭传票及合议庭组成人员通知书。自公告之日起经过60日即视为送达。提出答辩状和举证的期限分别为公告期满后的15日和30日内。并定于举证期满后第3日上午9时在本院第三法庭公开开庭审理，逾期将依法缺席判决。 郑建英：本院受理原告某某诉你民间借贷纠纷一案，现依法向你公告送达起诉状副本、应诉通知书、举证通知书、开庭传票及合议庭组成人员通知书。自公告之日起经过60日即视为送达。提出答辩状和举证的期限分别为公告期满后的15日和30日内。并定于举证期满后第3日上午9时在本院第三法庭公开开庭审理，逾期将依法缺席判决。 郑建英：本院受理原告某某诉你民间借贷纠纷一案，现依法向你公告送达起诉状副本、应诉通知书、举证通知书、开庭传票及合议庭组成人员通知书。自公告之日起经过60日即视为送达。提出答辩状和举证的期限分别为公告期满后的15日和30日内。并定于举证期满后第3日上午9时在本院第三法庭公开开庭审理，逾期将依法缺席判决。 郑建英：本院受理原告某某诉你民间借贷纠纷一案，现依法向你公告送达起诉状副本、应诉通知书、举证通知书、开庭传票及合议庭组成人员通知书。自公告之日起经过60日即视为送达。提出答辩状和举证的期限分别为公告期满后的15日和30日内。并定于举证期满后第3日上午9时在本院第三法庭公开开庭审理，逾期将依法缺席判决。 郑建英：本院受理原告某某诉你民间借贷纠纷一案，现依法向你公告送达起诉状副本、应诉通知书、举证通知书、开庭传票及合议庭组成人员通知书。自公告之日起经过60日即视为送达。提出答辩状和举证的期限分别为公告期满后的15日和30日内。并定于举证期满后第3日上午9时在本院第三法庭公开开庭审理，逾期将依法缺席判决。 郑建英：本院受理原告某某诉你民间借贷纠纷一案，现依法向你公告送达起诉状副本、应诉通知书、举证通知书、开庭传票及合议庭组成人员通知书。自公告之日起经过60日即视为送达。提出答辩状和举证的期限分别为公告期满后的15日和30日内。并定于举证期满后第3日上午9时在本院第三法庭公开开庭审理，逾期将依法缺席判决。 郑建英：本院受理原告某某诉你民间借贷纠纷一案，现依法向你公告送达起诉状副本、应诉通知书、举证通知书、开庭传票及合议庭组成人员通知书。自公告之日起经过60日即视为送达。提出答辩状和举证的期限分别为公告期满后的15日和30日内。并定于举证期满后第3日上午9时在本院第三法庭公开开庭审理，逾期将依法缺席判决。 郑建英：本院受理原告某某诉你民间借贷纠纷一案，现依法向你公告送达起诉状副本、应诉通知书、举证通知书、开庭传票及合议庭组成人员通知书。自公告之日起经过60日即视为送达。提出答辩状和举证的期限分别为公告期满后的15日和30日内。并定于举证期满后第3日上午9时在本院第三法庭公开开庭审理，逾期将依法缺席判决。 郑建英：本院受理原告某某诉你民间借贷纠纷一案，现依法向你公告送达起诉状副本、应诉通知书、举证通知书、开庭传票及合议庭组成人员通知书。自公告之日起经过60日即视为送达。提出答辩状和举证的期限分别为公告期满后的15日和30日内。并定于举证期满后第3日上午9时在本院第三法庭公开开庭审理，逾期将依法缺席判决。 郑建英：本院受理原告某某诉你民间借贷纠纷一案，现依法向你公告送达起诉状副本、应诉通知书、举证通知书、开庭传票及合议庭组成人员通知书。自公告之日起经过60日即视为送达。提出答辩状和举证的期限分别为公告期满后的15日和30日内。并定于举证期满后第3日上午9时在本院第三法庭公开开庭审理，逾期将依法缺席判决。 郑建英：本院受理原告某某诉你民间借贷纠纷一案，现依法向你公告送达起诉状副本、应诉通知书、举证通知书、开庭传票及合议庭组成人员通知书。自公告之日起经过60日即视为送达。提出答辩状和举证的期限分别为公告期满后的15日和30日内。并定于举证期满后第3日上午9时在本院第三法庭公开开庭审理，逾期将依法缺席判决。 郑建英：本院受理原告某某诉你民间借贷纠纷一案，现依法向你公告送达起诉状副本、应诉通知书、举证通知书、开庭传票及合议庭组成人员通知书。自公告之日起经过60日即视为送达。提出答辩状和举证的期限分别为公告期满后的15日和30日内。并定于举证期满后第3日上午9时在本院第三法庭公开开庭审理，逾期将依法缺席判决。 郑建英：本院受理原告某某诉你民间借贷纠纷一案，现依法向你公告送达起诉状副本、应诉通知书、举证通知书、开庭传票及合议庭组成人员通知书。自公告之日起经过60日即视为送达。提出答辩状和举证的期限分别为公告期满后的15日和30日内。并定于举证期满后第3日上午9时在本院第三法庭公开开庭审理，逾期将依法缺席判决。 郑建英：本院受理原告某某诉你民间借贷纠纷一案，现依法向你公告送达起诉状副本、应诉通知书、举证通知书、开庭传票及合议庭组成人员通知书。自公告之日起经过60日即视为送达。提出答辩状和举证的期限分别为公告期满后的15日和30日内。并定于举证期满后第3日上午9时在本院第三法庭公开开庭审理，逾期将依法缺席判决。 郑建英：本院受理原告某某诉你民间借贷纠纷一案，现依法向你公告送达起诉状副本、应诉通知书、举证通知书、开庭传票及合议庭组成人员通知书。自公告之日起经过60日即视为送达。提出答辩状和举证的期限分别为公告期满后的15日和30日内。并定于举证期满后第3日上午9时在本院第三法庭公开开庭审理，逾期将依法缺席判决。 郑建英：本院受理原告某某诉你民间借贷纠纷一案，现依法向你公告送达起诉状副本、应诉通知书、举证通知书、开庭传票及合议庭组成人员通知书。自公告之日起经过60日即视为送达。提出答辩状和举证的期限分别为公告期满后的15日和30日内。并定于举证期满后第3日上午9时在本院第三法庭公开开庭审理，逾期将依法缺席判决。 郑建英：本院受理原告某某诉你民间借贷纠纷一案，现依法向你公告送达起诉状副本、应诉通知书、举证通知书、开庭传票及合议庭组成人员通知书。自公告之日起经过60日即视为送达。提出答辩状和举证的期限分别为公告期满后的15日和30日内。并定于举证期满后第3日上午9时在本院第三法庭公开开庭审理，逾期将依法缺席判决。 郑建英：本院受理原告某某诉你民间借贷纠纷一案，现依法向你公告送达起诉状副本、应诉通知书、举证通知书、开庭传票及合议庭组成人员通知书。自公告之日起经过60日即视为送达。提出答辩状和举证的期限分别为公告期满后的15日和30日内。并定于举证期满后第3日上午9时在本院第三法庭公开开庭审理，逾期将依法缺席判决。 郑建英：本院受理原告某某诉你民间借贷纠纷一案，现依法向你公告送达起诉状副本、应诉通知书、举证通知书、开庭传票及合议庭组成人员通知书。自公告之日起经过60日即视为送达。提出答辩状和举证的期限分别为公告期满后的15日和30日内。并定于举证期满后第3日上午9时在本院第三法庭公开开庭审理，逾期将依法缺席判决。 郑建英：本院受理原告某某诉你民间借贷纠纷一案，现依法向你公告送达起诉状副本、应诉通知书、举证通知书、开庭传票及合议庭组成人员通知书。自公告之日起经过60日即视为送达。提出答辩状和举证的期限分别为公告期满后的15日和30日内。并定于举证期满后第3日上午9时在本院第三法庭公开开庭审理，逾期将依法缺席判决。 郑建英：本院受理原告某某诉你民间借贷纠纷一案，现依法向你公告送达起诉状副本、应诉通知书、举证通知书、开庭传票及合议庭组成人员通知书。自公告之日起经过60日即视为送达。提出答辩状和举证的期限分别为公告期满后的15日和30日内。并定于举证期满后第3日上午9时在本院第三法庭公开开庭审理，逾期将依法缺席判决。 郑建英：本院受理原告某某诉你民间借贷纠纷一案，现依法向你公告送达起诉状副本、应诉通知书、举证通知书、开庭传票及合议庭组成人员通知书。自公告之日起经过60日即视为送达。提出答辩状和举证的期限分别为公告期满后的15日和30日内。并定于举证期满后第3日上午9时在本院第三法庭公开开庭审理，逾期将依法缺席判决。 郑建英：本院受理原告某某诉你民间借贷纠纷一案，现依法向你公告送达起诉状副本、应诉通知书、举证通知书、开庭传票及合议庭组成人员通知书。自公告之日起经过60日即视为送达。提出答辩状和举证的期限分别为公告期满后的15日和30日内。并定于举证期满后第3日上午9时在本院第三法庭公开开庭审理，逾期将依法缺席判决。 郑建英：本院受理原告某某诉你民间借贷纠纷一案，现依法向你公告送达起诉状副本、应诉通知书、举证通知书、开庭传票及合议庭组成人员通知书。自公告之日起经过60日即视为送达。提出答辩状和举证的期限分别为公告期满后的15日和30日内。并定于举证期满后第3日上午9时在本院第三法庭公开开庭审理，逾期将依法缺席判决。 郑建英：本院受理原告某某诉你民间借贷纠纷一案，现依法向你公告送达起诉状副本、应诉通知书、举证通知书、开庭传票及合议庭组成人员通知书。自公告之日起经过60日即视为送达。提出答辩状和举证的期限分别为公告期满后的15日和30日内。并定于举证期满后第3日上午9时在本院第三法庭公开开庭审理，逾期将依法缺席判决。 郑建英：本院受理原告某某诉你民间借贷纠纷一案，现依法向你公告送达起诉状副本、应诉通知书、举证通知书、开庭传票及合议庭组成人员通知书。自公告之日起经过60日即视为送达。提出答辩状和举证的期限分别为公告期满后的15日和30日内。并定于举证期满后第3日上午9时在本院第三法庭公开开庭审理，逾期将依法缺席判决。 郑建英：本院受理原告某某诉你民间借贷纠纷一案，现依法向你公告送达起诉状副本、应诉通知书、举证通知书、开庭传票及合议庭组成人员通知书。自公告之日起经过60日即视为送达。提出答辩状和举证的期限分别为公告期满后的15日和30日内。并定于举证期满后第3日上午9时在本院第三法庭公开开庭审理，逾期将依法缺席判决。 郑建英：本院受理原告某某诉你民间借贷纠纷一案，现依法向你公告送达起诉状副本、应诉通知书、举证通知书、开庭传票及合议庭组成人员通知书。自公告之日起经过60日即视为送达。提出答辩状和举证的期限分别为公告期满后的15日和30日内。并定于举证期满后第3日上午9时在本院第三法庭公开开庭审理，逾期将依法缺席判决。 郑建英：本院受理原告某某诉你民间借贷纠纷一案，现依法向你公告送达起诉状副本、应诉通知书、举证通知书、开庭传票及合议庭组成人员通知书。自公告之日起经过60日即视为送达。提出答辩状和举证的期限分别为公告期满后的15日和30日内。并定于举证期满后第3日上午9时在本院第三法庭公开开庭审理，逾期将依法缺席判决。 郑建英：本院受理原告某某诉你民间借贷纠纷一案，现依法向你公告送达起诉状副本、应诉通知书、举证通知书、开庭传票及合议庭组成人员通知书。自公告之日起经过60日即视为送达。提出答辩状和举证的期限分别为公告期满后的15日和30日内。并定于举证期满后第3日上午9时在本院第三法庭公开开庭审理，逾期将依法缺席判决。 郑建英：本院受理原告某某诉你民间借贷纠纷一案，现依法向你公告送达起诉状副本、应诉通知书、举证通知书、开庭传票及合议庭组成人员通知书。自公告之日起经过60日即视为送达。提出答辩状和举证的期限分别为公告期满后的15日和30日内。并定于举证期满后第3日上午9时在本院第三法庭公开开庭审理，逾期将依法缺席判决。 郑建英：本院受理原告某某诉你民间借贷纠纷一案，现依法向你公告送达起诉状副本、应诉通知书、举证通知书、开庭传票及合议庭组成人员通知书。自公告之日起经过60日即视为送达。提出答辩状和举证的期限分别为公告期满后的15日和30日内。并定于举证期满后第3日上午9时在本院第三法庭公开开庭审理，逾期将依法缺席判决。 郑建英：本院受理原告某某诉你民间借贷纠纷一案，现依法向你公告送达起诉状副本、应诉通知书、举证通知书、开庭传票及合议庭组成人员通知书。自公告之日起经过60日即视为送达。提出答辩状和举证的期限分别为公告期满后的15日和30日内。并定于举证期满后第3日上午9时在本院第三法庭公开开庭审理，逾期将依法缺席判决。 郑建英：本院受理原告某某诉你民间借贷纠纷一案，现依法向你公告送达起诉状副本、应诉通知书、举证通知书、开庭传票及合议庭组成人员通知书。自公告之日起经过60日即视为送达。提出答辩状和举证的期限分别为公告期满后的15日和30日内。并定于举证期满后第3日上午9时在本院第三法庭公开开庭审理，逾期将依法缺席判决。 郑建英：本院受理原告某某诉你民间借贷纠纷一案，现依法向你公告送达起诉状副本、应诉通知书、举证通知书、开庭传票及合议庭组成人员通知书。自公告之日起经过60日即视为送达。提出答辩状和举证的期限分别为公告期满后的15日和30日内。并定于举证期满后第3日上午9时在本院第三法庭公开开庭审理，逾期将依法缺席判决。 郑建英：本院受理原告某某诉你民间借贷纠纷一案，现依法向你公告送达起诉状副本、应诉通知书、举证通知书、开庭传票及合议庭组成人员通知书。自公告之日起经过60日即视为送达。提出答辩状和举证的期限分别为公告期满后的15日和30日内。并定于举证期满后第3日上午9时在本院第三法庭公开开庭审理，逾期将依法缺席判决。 郑建英：本院受理原告某某诉你民间借贷纠纷一案，现依法向你公告送达起诉状副本、应诉通知书、举证通知书、开庭传票及合议庭组成人员通知书。自公告之日起经过60日即视为送达。提出答辩状和举证的期限分别为公告期满后的15日和30日内。并定于举证期满后第3日上午9时在本院第三法庭公开开庭审理，逾期将依法缺席判决。 郑建英：本院受理原告某某诉你民间借贷纠纷一案，现依法向你公告送达起诉状副本、应诉通知书、举证通知书、开庭传票及合议庭组成人员通知书。自公告之日起经过60日即视为送达。提出答辩状和举证的期限分别为公告期满后的15日和30日内。并定于举证期满后第3日上午9时在本院第三法庭公开开庭审理，逾期将依法缺席判决。 郑建英：本院受理原告某某诉你民间借贷纠纷一案，现依法向你公告送达起诉状副本、应诉通知书、举证通知书、开庭传票及合议庭组成人员通知书。自公告之日起经过60日即视为送达。提出答辩状和举证的期限分别为公告期满后的15日和30日内。并定于举证期满后第3日上午9时在本院第三法庭公开开庭审理，逾期将依法缺席判决。 郑建英：本院受理原告某某诉你民间借贷纠纷一案，现依法向你公告送达起诉状副本、应诉通知书、举证通知书、开庭传票及合议庭组成人员通知书。自公告之日起经过60日即视为送达。提出答辩状和举证的期限分别为公告期满后的15日和30日内。并定于举证期满后第3日上午9时在本院第三法庭公开开庭审理，逾期将依法缺席判决。 郑建英：本院受理原告某某诉你民间借贷纠纷一案，现依法向你公告送达起诉状副本、应诉通知书、举证通知书、开庭传票及合议庭组成人员通知书。自公告之日起经过60日即视为送达。提出答辩状和举证的期限分别为公告期满后的15日和30日内。并定于举证期满后第3日上午9时在本院第三法庭公开开庭审理，逾期将依法缺席判决。 郑建英：本院受理原告某某诉你民间借贷纠纷一案，现依法向你公告送达起诉状副本、应诉通知书、举证通知书、开庭传票及合议庭组成人员通知书。自公告之日起经过60日即视为送达。提出答辩状和举证的期限分别为公告期满后的15日和30日内。并定于举证期满后第3日上午9时在本院第三法庭公开开庭审理，逾期将依法缺席判决。 郑建英：本院受理原告某某诉你民间借贷纠纷一案，现依法向你公告送达起诉状副本、应诉通知书、举证通知书、开庭传票及合议庭组成人员通知书。自公告之日起经过60日即视为送达。提出答辩状和举证的期限分别为公告期满后的15日和30日内。并定于举证期满后第3日上午9时在本院第三法庭公开开庭审理，逾期将依法缺席判决。 郑建英：本院受理原告某某诉你民间借贷纠纷一案，现依法向你公告送达起诉状副本、应诉通知书、举证通知书、开庭传票及合议庭组成人员通知书。自公告之日起经过60日即视为送达。提出答辩状和举证的期限分别为公告期满后的15日和30日内。并定于举证期满后第3日上午9时在本院第三法庭公开开庭审理，逾期将依法缺席判决。 郑建英：本院受理原告某某诉你民间借贷纠纷一案，现依法向你公告送达起诉状副本、应诉通知书、举证通知书、开庭传票及合议庭组成人员通知书。自公告之日起经过60日即视为送达。提出答辩状和举证的期限分别为公告期满后的15日和30日内。并定于举证期满后第3日上午9时在本院第三法庭公开开庭审理，逾期将依法缺席判决。 郑建英：本院受理原告某某诉你民间借贷纠纷一案，现依法向你公告送达起诉状副本、应诉通知书、举证通知书、开庭传票及合议庭组成人员通知书。自公告之日起经过60日即视为送达。提出答辩状和举证的期限分别为公告期满后的15日和30日内。并定于举证期满后第3日上午9时在本院第三法庭公开开庭审理，逾期将依法缺席判决。 郑建英：本院受理原告某某诉你民间借贷纠纷一案，现依法向你公告送达起诉状副本、应诉通知书、举证通知书、开庭传票及合议庭组成人员通知书。自公告之日起经过60日即视为送达。提出答辩状和举证的期限分别为公告期满后的15日和30日内。并定于举证期满后第3日上午9时在本院第三法庭公开开庭审理，逾期将依法缺席判决。 郑建英：本院受理原告某某诉你民间借贷纠纷一案，现依法向你公告送达起诉状副本、应诉通知书、举证通知书、开庭传票及合议庭组成人员通知书。自公告之日起经过60日即视为送达。提出答辩状和举证的期限分别为公告期满后的15日和30日内。并定于举证期满后第3日上午9时在本院第三法庭公开开庭审理，逾期将依法缺席判决。 (9, 117, 103, 2162)
table-row (346, 737, 442, 745)
table-row (346, 838, 442, 846)
table-cell: 31 (421, 713, 442, 721)
table-cell: 49 (421, 768, 442, 776)
table-row (346, 822, 442, 830)
table-cell: 29 (421, 651, 442, 659)
notice-text: 王爱娟：本院受理原告某某银行股份有限公司诉你金融借款合同纠纷一案，现依法向你公告送达起诉状副本、应诉通知书、举证通知书及开庭传票。自公告之日起经过60日即视为送达。提出答辩状的期限为公告期满后15日内，举证期限为公告期满后30日内。本案定于举证期满后的第3日上午9时在本院公开开庭审理，逾期将依法缺席判决。 王爱娟：本院受理原告某某银行股份有限公司诉你金融借款合同纠纷一案，现依法向你公告送达起诉状副本、应诉通知书、举证通知书及开庭传票。自公告之日起经过60日即视为送达。提出答辩状的期限为公告期满后15日内，举证期限为公告期满后30日内。本案定于举证期满后的第3日上午9时在本院公开开庭审理，逾期将依法缺席判决。 王爱娟：本院受理原告某某银行股份有限公司诉你金融借款合同纠纷一案，现依法向你公告送达起诉状副本、应诉通知书、举证通知书及开庭传票。自公告之日起经过60日即视为送达。提出答辩状的期限为公告期满后15日内，举证期限为公告期满后30日内。本案定于举证期满后的第3日上午9时在本院公开开庭审理，逾期将依法缺席判决。 王爱娟：本院受理原告某某银行股份有限公司诉你金融借款合同纠纷一案，现依法向你公告送达起诉状副本、应诉通知书、举证通知书及开庭传票。自公告之日起经过60日即视为送达。提出答辩状的期限为公告期满后15日内，举证期限为公告期满后30日内。本案定于举证期满后的第3日上午9时在本院公开开庭审理，逾期将依法缺席判决。 王爱娟：本院受理原告某某银行股份有限公司诉你金融借款合同纠纷一案，现依法向你公告送达起诉状副本、应诉通知书、举证通知书及开庭传票。自公告之日起经过60日即视为送达。提出答辩状的期限为公告期满后15日内，举证期限为公告期满后30日内。本案定于举证期满后的第3日上午9时在本院公开开庭审理，逾期将依法缺席判决。 王爱娟：本院受理原告某某银行股份有限公司诉你金融借款合同纠纷一案，现依法向你公告送达起诉状副本、应诉通知书、举证通知书及开庭传票。自公告之日起经过60日即视为送达。提出答辩状的期限为公告期满后15日内，举证期限为公告期满后30日内。本案定于举证期满后的第3日上午9时在本院公开开庭审理，逾期将依法缺席判决。 王爱娟：本院受理原告某某银行股份有限公司诉你金融借款合同纠纷一案，现依法向你公告送达起诉状副本、应诉通知书、举证通知书及开庭传票。自公告之日起经过60日即视为送达。提出答辩状的期限为公告期满后15日内，举证期限为公告期满后30日内。本案定于举证期满后的第3日上午9时在本院公开开庭审理，逾期将依法缺席判决。 王爱娟：本院受理原告某某银行股份有限公司诉你金融借款合同纠纷一案，现依法向你公告送达起诉状副本、应诉通知书、举证通知书及开庭传票。自公告之日起经过60日即视为送达。提出答辩状的期限为公告期满后15日内，举证期限为公告期满后30日内。本案定于举证期满后的第3日上午9时在本院公开开庭审理，逾期将依法缺席判决。 王爱娟：本院受理原告某某银行股份有限公司诉你金融借款合同纠纷一案，现依法向你公告送达起诉状副本、应诉通知书、举证通知书及开庭传票。自公告之日起经过60日即视为送达。提出答辩状的期限为公告期满后15日内，举证期限为公告期满后30日内。本案定于举证期满后的第3日上午9时在本院公开开庭审理，逾期将依法缺席判决。 王爱娟：本院受理原告某某银行股份有限公司诉你金融借款合同纠纷一案，现依法向你公告送达起诉状副本、应诉通知书、举证通知书及开庭传票。自公告之日起经过60日即视为送达。提出答辩状的期限为公告期满后15日内，举证期限为公告期满后30日内。本案定于举证期满后的第3日上午9时在本院公开开庭审理，逾期将依法缺席判决。 王爱娟：本院受理原告某某银行股份有限公司诉你金融借款合同纠纷一案，现依法向你公告送达起诉状副本、应诉通知书、举证通知书及开庭传票。自公告之日起经过60日即视为送达。提出答辩状的期限为公告期满后15日内，举证期限为公告期满后30日内。本案定于举证期满后的第3日上午9时在本院公开开庭审理，逾期将依法缺席判决。 王爱娟：本院受理原告某某银行股份有限公司诉你金融借款合同纠纷一案，现依法向你公告送达起诉状副本、应诉通知书、举证通知书及开庭传票。自公告之日起经过60日即视为送达。提出答辩状的期限为公告期满后15日内，举证期限为公告期满后30日内。本案定于举证期满后的第3日上午9时在本院公开开庭审理，逾期将依法缺席判决。 王爱娟：本院受理原告某某银行股份有限公司诉你金融借款合同纠纷一案，现依法向你公告送达起诉状副本、应诉通知书、举证通知书及开庭传票。自公告之日起经过60日即视为送达。提出答辩状的期限为公告期满后15日内，举证期限为公告期满后30日内。本案定于举证期满后的第3日上午9时在本院公开开庭审理，逾期将依法缺席判决。 王爱娟：本院受理原告某某银行股份有限公司诉你金融借款合同纠纷一案，现依法向你公告送达起诉状副本、应诉通知书、举证通知书及开庭传票。自公告之日起经过60日即视为送达。提出答辩状的期限为公告期满后15日内，举证期限为公告期满后30日内。本案定于举证期满后的第3日上午9时在本院公开开庭审理，逾期将依法缺席判决。 王爱娟：本院受理原告某某银行股份有限公司诉你金融借款合同纠纷一案，现依法向你公告送达起诉状副本、应诉通知书、举证通知书及开庭传票。自公告之日起经过60日即视为送达。提出答辩状的期限为公告期满后15日内，举证期限为公告期满后30日内。本案定于举证期满后的第3日上午9时在本院公开开庭审理，逾期将依法缺席判决。 王爱娟：本院受理原告某某银行股份有限公司诉你金融借款合同纠纷一案，现依法向你公告送达起诉状副本、应诉通知书、举证通知书及开庭传票。自公告之日起经过60日即视为送达。提出答辩状的期限为公告期满后15日内，举证期限为公告期满后30日内。本案定于举证期满后的第3日上午9时在本院公开开庭审理，逾期将依法缺席判决。 王爱娟：本院受理原告某某银行股份有限公司诉你金融借款合同纠纷一案，现依法向你公告送达起诉状副本、应诉通知书、举证通知书及开庭传票。自公告之日起经过60日即视为送达。提出答辩状的期限为公告期满后15日内，举证期限为公告期满后30日内。本案定于举证期满后的第3日上午9时在本院公开开庭审理，逾期将依法缺席判决。 王爱娟：本院受理原告某某银行股份有限公司诉你金融借款合同纠纷一案，现依法向你公告送达起诉状副本、应诉通知书、举证通知书及开庭传票。自公告之日起经过60日即视为送达。提出答辩状的期限为公告期满后15日内，举证期限为公告期满后30日内。本案定于举证期满后的第3日上午9时在本院公开开庭审理，逾期将依法缺席判决。 王爱娟：本院受理原告某某银行股份有限公司诉你金融借款合同纠纷一案，现依法向你公告送达起诉状副本、应诉通知书、举证通知书及开庭传票。自公告之日起经过60日即视为送达。提出答辩状的期限为公告期满后15日内，举证期限为公告期满后30日内。本案定于举证期满后的第3日上午9时在本院公开开庭审理，逾期将依法缺席判决。 王爱娟：本院受理原告某某银行股份有限公司诉你金融借款合同纠纷一案，现依法向你公告送达起诉状副本、应诉通知书、举证通知书及开庭传票。自公告之日起经过60日即视为送达。提出答辩状的期限为公告期满后15日内，举证期限为公告期满后30日内。本案定于举证期满后的第3日上午9时在本院公开开庭审理，逾期将依法缺席判决。 王爱娟：本院受理原告某某银行股份有限公司诉你金融借款合同纠纷一案，现依法向你公告送达起诉状副本、应诉通知书、举证通知书及开庭传票。自公告之日起经过60日即视为送达。提出答辩状的期限为公告期满后15日内，举证期限为公告期满后30日内。本案定于举证期满后的第3日上午9时在本院公开开庭审理，逾期将依法缺席判决。 王爱娟：本院受理原告某某银行股份有限公司诉你金融借款合同纠纷一案，现依法向你公告送达起诉状副本、应诉通知书、举证通知书及开庭传票。自公告之日起经过60日即视为送达。提出答辩状的期限为公告期满后15日内，举证期限为公告期满后30日内。本案定于举证期满后的第3日上午9时在本院公开开庭审理，逾期将依法缺席判决。 王爱娟：本院受理原告某某银行股份有限公司诉你金融借款合同纠纷一案，现依法向你公告送达起诉状副本、应诉通知书、举证通知书及开庭传票。自公告之日起经过60日即视为送达。提出答辩状的期限为公告期满后15日内，举证期限为公告期满后30日内。本案定于举证期满后的第3日上午9时在本院公开开庭审理，逾期将依法缺席判决。 王爱娟：本院受理原告某某银行股份有限公司诉你金融借款合同纠纷一案，现依法向你公告送达起诉状副本、应诉通知书、举证通知书及开庭传票。自公告之日起经过60日即视为送达。提出答辩状的期限为公告期满后15日内，举证期限为公告期满后30日内。本案定于举证期满后的第3日上午9时在本院公开开庭审理，逾期将依法缺席判决。 王爱娟：本院受理原告某某银行股份有限公司诉你金融借款合同纠纷一案，现依法向你公告送达起诉状副本、应诉通知书、举证通知书及开庭传票。自公告之日起经过60日即视为送达。提出答辩状的期限为公告期满后15日内，举证期限为公告期满后30日内。本案定于举证期满后的第3日上午9时在本院公开开庭审理，逾期将依法缺席判决。 王爱娟：本院受理原告某某银行股份有限公司诉你金融借款合同纠纷一案，现依法向你公告送达起诉状副本、应诉通知书、举证通知书及开庭传票。自公告之日起经过60日即视为送达。提出答辩状的期限为公告期满后15日内，举证期限为公告期满后30日内。本案定于举证期满后的第3日上午9时在本院公开开庭审理，逾期将依法缺席判决。 王爱娟：本院受理原告某某银行股份有限公司诉你金融借款合同纠纷一案，现依法向你公告送达起诉状副本、应诉通知书、举证通知书及开庭传票。自公告之日起经过60日即视为送达。提出答辩状的期限为公告期满后15日内，举证期限为公告期满后30日内。本案定于举证期满后的第3日上午9时在本院公开开庭审理，逾期将依法缺席判决。 王爱娟：本院受理原告某某银行股份有限公司诉你金融借款合同纠纷一案，现依法向你公告送达起诉状副本、应诉通知书、举证通知书及开庭传票。自公告之日起经过60日即视为送达。提出答辩状的期限为公告期满后15日内，举证期限为公告期满后30日内。本案定于举证期满后的第3日上午9时在本院公开开庭审理，逾期将依法缺席判决。 王爱娟：本院受理原告某某银行股份有限公司诉你金融借款合同纠纷一案，现依法向你公告送达起诉状副本、应诉通知书、举证通知书及开庭传票。自公告之日起经过60日即视为送达。提出答辩状的期限为公告期满后15日内，举证期限为公告期满后30日内。本案定于举证期满后的第3日上午9时在本院公开开庭审理，逾期将依法缺席判决。 王爱娟：本院受理原告某某银行股份有限公司诉你金融借款合同纠纷一案，现依法向你公告送达起诉状副本、应诉通知书、举证通知书及开庭传票。自公告之日起经过60日即视为送达。提出答辩状的期限为公告期满后15日内，举证期限为公告期满后30日内。本案定于举证期满后的第3日上午9时在本院公开开庭审理，逾期将依法缺席判决。 王爱娟：本院受理原告某某银行股份有限公司诉你金融借款合同纠纷一案，现依法向你公告送达起诉状副本、应诉通知书、举证通知书及开庭传票。自公告之日起经过60日即视为送达。提出答辩状的期限为公告期满后15日内，举证期限为公告期满后30日内。本案定于举证期满后的第3日上午9时在本院公开开庭审理，逾期将依法缺席判决。 王爱娟：本院受理原告某某银行股份有限公司诉你金融借款合同纠纷一案，现依法向你公告送达起诉状副本、应诉通知书、举证通知书及开庭传票。自公告之日起经过60日即视为送达。提出答辩状的期限为公告期满后15日内，举证期限为公告期满后30日内。本案定于举证期满后的第3日上午9时在本院公开开庭审理，逾期将依法缺席判决。 王爱娟：本院受理原告某某银行股份有限公司诉你金融借款合同纠纷一案，现依法向你公告送达起诉状副本、应诉通知书、举证通知书及开庭传票。自公告之日起经过60日即视为送达。提出答辩状的期限为公告期满后15日内，举证期限为公告期满后30日内。本案定于举证期满后的第3日上午9时在本院公开开庭审理，逾期将依法缺席判决。 王爱娟：本院受理原告某某银行股份有限公司诉你金融借款合同纠纷一案，现依法向你公告送达起诉状副本、应诉通知书、举证通知书及开庭传票。自公告之日起经过60日即视为送达。提出答辩状的期限为公告期满后15日内，举证期限为公告期满后30日内。本案定于举证期满后的第3日上午9时在本院公开开庭审理，逾期将依法缺席判决。 王爱娟：本院受理原告某某银行股份有限公司诉你金融借款合同纠纷一案，现依法向你公告送达起诉状副本、应诉通知书、举证通知书及开庭传票。自公告之日起经过60日即视为送达。提出答辩状的期限为公告期满后15日内，举证期限为公告期满后30日内。本案定于举证期满后的第3日上午9时在本院公开开庭审理，逾期将依法缺席判决。 王爱娟：本院受理原告某某银行股份有限公司诉你金融借款合同纠纷一案，现依法向你公告送达起诉状副本、应诉通知书、举证通知书及开庭传票。自公告之日起经过60日即视为送达。提出答辩状的期限为公告期满后15日内，举证期限为公告期满后30日内。本案定于举证期满后的第3日上午9时在本院公开开庭审理，逾期将依法缺席判决。 王爱娟：本院受理原告某某银行股份有限公司诉你金融借款合同纠纷一案，现依法向你公告送达起诉状副本、应诉通知书、举证通知书及开庭传票。自公告之日起经过60日即视为送达。提出答辩状的期限为公告期满后15日内，举证期限为公告期满后30日内。本案定于举证期满后的第3日上午9时在本院公开开庭审理，逾期将依法缺席判决。 王爱娟：本院受理原告某某银行股份有限公司诉你金融借款合同纠纷一案，现依法向你公告送达起诉状副本、应诉通知书、举证通知书及开庭传票。自公告之日起经过60日即视为送达。提出答辩状的期限为公告期满后15日内，举证期限为公告期满后30日内。本案定于举证期满后的第3日上午9时在本院公开开庭审理，逾期将依法缺席判决。 王爱娟：本院受理原告某某银行股份有限公司诉你金融借款合同纠纷一案，现依法向你公告送达起诉状副本、应诉通知书、举证通知书及开庭传票。自公告之日起经过60日即视为送达。提出答辩状的期限为公告期满后15日内，举证期限为公告期满后30日内。本案定于举证期满后的第3日上午9时在本院公开开庭审理，逾期将依法缺席判决。 王爱娟：本院受理原告某某银行股份有限公司诉你金融借款合同纠纷一案，现依法向你公告送达起诉状副本、应诉通知书、举证通知书及开庭传票。自公告之日起经过60日即视为送达。提出答辩状的期限为公告期满后15日内，举证期限为公告期满后30日内。本案定于举证期满后的第3日上午9时在本院公开开庭审理，逾期将依法缺席判决。 王爱娟：本院受理原告某某银行股份有限公司诉你金融借款合同纠纷一案，现依法向你公告送达起诉状副本、应诉通知书、举证通知书及开庭传票。自公告之日起经过60日即视为送达。提出答辩状的期限为公告期满后15日内，举证期限为公告期满后30日内。本案定于举证期满后的第3日上午9时在本院公开开庭审理，逾期将依法缺席判决。 王爱娟：本院受理原告某某银行股份有限公司诉你金融借款合同纠纷一案，现依法向你公告送达起诉状副本、应诉通知书、举证通知书及开庭传票。自公告之日起经过60日即视为送达。提出答辩状的期限为公告期满后15日内，举证期限为公告期满后30日内。本案定于举证期满后的第3日上午9时在本院公开开庭审理，逾期将依法缺席判决。 王爱娟：本院受理原告某某银行股份有限公司诉你金融借款合同纠纷一案，现依法向你公告送达起诉状副本、应诉通知书、举证通知书及开庭传票。自公告之日起经过60日即视为送达。提出答辩状的期限为公告期满后15日内，举证期限为公告期满后30日内。本案定于举证期满后的第3日上午9时在本院公开开庭审理，逾期将依法缺席判决。 王爱娟：本院受理原告某某银行股份有限公司诉你金融借款合同纠纷一案，现依法向你公告送达起诉状副本、应诉通知书、举证通知书及开庭传票。自公告之日起经过60日即视为送达。提出答辩状的期限为公告期满后15日内，举证期限为公告期满后30日内。本案定于举证期满后的第3日上午9时在本院公开开庭审理，逾期将依法缺席判决。 王爱娟：本院受理原告某某银行股份有限公司诉你金融借款合同纠纷一案，现依法向你公告送达起诉状副本、应诉通知书、举证通知书及开庭传票。自公告之日起经过60日即视为送达。提出答辩状的期限为公告期满后15日内，举证期限为公告期满后30日内。本案定于举证期满后的第3日上午9时在本院公开开庭审理，逾期将依法缺席判决。 王爱娟：本院受理原告某某银行股份有限公司诉你金融借款合同纠纷一案，现依法向你公告送达起诉状副本、应诉通知书、举证通知书及开庭传票。自公告之日起经过60日即视为送达。提出答辩状的期限为公告期满后15日内，举证期限为公告期满后30日内。本案定于举证期满后的第3日上午9时在本院公开开庭审理，逾期将依法缺席判决。 王爱娟：本院受理原告某某银行股份有限公司诉你金融借款合同纠纷一案，现依法向你公告送达起诉状副本、应诉通知书、举证通知书及开庭传票。自公告之日起经过60日即视为送达。提出答辩状的期限为公告期满后15日内，举证期限为公告期满后30日内。本案定于举证期满后的第3日上午9时在本院公开开庭审理，逾期将依法缺席判决。 王爱娟：本院受理原告某某银行股份有限公司诉你金融借款合同纠纷一案，现依法向你公告送达起诉状副本、应诉通知书、举证通知书及开庭传票。自公告之日起经过60日即视为送达。提出答辩状的期限为公告期满后15日内，举证期限为公告期满后30日内。本案定于举证期满后的第3日上午9时在本院公开开庭审理，逾期将依法缺席判决。 王爱娟：本院受理原告某某银行股份有限公司诉你金融借款合同纠纷一案，现依法向你公告送达起诉状副本、应诉通知书、举证通知书及开庭传票。自公告之日起经过60日即视为送达。提出答辩状的期限为公告期满后15日内，举证期限为公告期满后30日内。本案定于举证期满后的第3日上午9时在本院公开开庭审理，逾期将依法缺席判决。 王爱娟：本院受理原告某某银行股份有限公司诉你金融借款合同纠纷一案，现依法向你公告送达起诉状副本、应诉通知书、举证通知书及开庭传票。自公告之日起经过60日即视为送达。提出答辩状的期限为公告期满后15日内，举证期限为公告期满后30日内。本案定于举证期满后的第3日上午9时在本院公开开庭审理，逾期将依法缺席判决。 王爱娟：本院受理原告某某银行股份有限公司诉你金融借款合同纠纷一案，现依法向你公告送达起诉状副本、应诉通知书、举证通知书及开庭传票。自公告之日起经过60日即视为送达。提出答辩状的期限为公告期满后15日内，举证期限为公告期满后30日内。本案定于举证期满后的第3日上午9时在本院公开开庭审理，逾期将依法缺席判决。 王爱娟：本院受理原告某某银行股份有限公司诉你金融借款合同纠纷一案，现依法向你公告送达起诉状副本、应诉通知书、举证通知书及开庭传票。自公告之日起经过60日即视为送达。提出答辩状的期限为公告期满后15日内，举证期限为公告期满后30日内。本案定于举证期满后的第3日上午9时在本院公开开庭审理，逾期将依法缺席判决。 王爱娟：本院受理原告某某银行股份有限公司诉你金融借款合同纠纷一案，现依法向你公告送达起诉状副本、应诉通知书、举证通知书及开庭传票。自公告之日起经过60日即视为送达。提出答辩状的期限为公告期满后15日内，举证期限为公告期满后30日内。本案定于举证期满后的第3日上午9时在本院公开开庭审理，逾期将依法缺席判决。 王爱娟：本院受理原告某某银行股份有限公司诉你金融借款合同纠纷一案，现依法向你公告送达起诉状副本、应诉通知书、举证通知书及开庭传票。自公告之日起经过60日即视为送达。提出答辩状的期限为公告期满后15日内，举证期限为公告期满后30日内。本案定于举证期满后的第3日上午9时在本院公开开庭审理，逾期将依法缺席判决。 王爱娟：本院受理原告某某银行股份有限公司诉你金融借款合同纠纷一案，现依法向你公告送达起诉状副本、应诉通知书、举证通知书及开庭传票。自公告之日起经过60日即视为送达。提出答辩状的期限为公告期满后15日内，举证期限为公告期满后30日内。本案定于举证期满后的第3日上午9时在本院公开开庭审理，逾期将依法缺席判决。 王爱娟：本院受理原告某某银行股份有限公司诉你金融借款合同纠纷一案，现依法向你公告送达起诉状副本、应诉通知书、举证通知书及开庭传票。自公告之日起经过60日即视为送达。提出答辩状的期限为公告期满后15日内，举证期限为公告期满后30日内。本案定于举证期满后的第3日上午9时在本院公开开庭审理，逾期将依法缺席判决。 王爱娟：本院受理原告某某银行股份有限公司诉你金融借款合同纠纷一案，现依法向你公告送达起诉状副本、应诉通知书、举证通知书及开庭传票。自公告之日起经过60日即视为送达。提出答辩状的期限为公告期满后15日内，举证期限为公告期满后30日内。本案定于举证期满后的第3日上午9时在本院公开开庭审理，逾期将依法缺席判决。 王爱娟：本院受理原告某某银行股份有限公司诉你金融借款合同纠纷一案，现依法向你公告送达起诉状副本、应诉通知书、举证通知书及开庭传票。自公告之日起经过60日即视为送达。提出答辩状的期限为公告期满后15日内，举证期限为公告期满后30日内。本案定于举证期满后的第3日上午9时在本院公开开庭审理，逾期将依法缺席判决。 王爱娟：本院受理原告某某银行股份有限公司诉你金融借款合同纠纷一案，现依法向你公告送达起诉状副本、应诉通知书、举证通知书及开庭传票。自公告之日起经过60日即视为送达。提出答辩状的期限为公告期满后15日内，举证期限为公告期满后30日内。本案定于举证期满后的第3日上午9时在本院公开开庭审理，逾期将依法缺席判决。 王爱娟：本院受理原告某某银行股份有限公司诉你金融借款合同纠纷一案，现依法向你公告送达起诉状副本、应诉通知书、举证通知书及开庭传票。自公告之日起经过60日即视为送达。提出答辩状的期限为公告期满后15日内，举证期限为公告期满后30日内。本案定于举证期满后的第3日上午9时在本院公开开庭审理，逾期将依法缺席判决。 王爱娟：本院受理原告某某银行股份有限公司诉你金融借款合同纠纷一案，现依法向你公告送达起诉状副本、应诉通知书、举证通知书及开庭传票。自公告之日起经过60日即视为送达。提出答辩状的期限为公告期满后15日内，举证期限为公告期满后30日内。本案定于举证期满后的第3日上午9时在本院公开开庭审理，逾期将依法缺席判决。 王爱娟：本院受理原告某某银行股份有限公司诉你金融借款合同纠纷一案，现依法向你公告送达起诉状副本、应诉通知书、举证通知书及开庭传票。自公告之日起经过60日即视为送达。提出答辩状的期限为公告期满后15日内，举证期限为公告期满后30日内。本案定于举证期满后的第3日上午9时在本院公开开庭审理，逾期将依法缺席判决。 王爱娟：本院受理原告某某银行股份有限公司诉你金融借款合同纠纷一案，现依法向你公告送达起诉状副本、应诉通知书、举证通知书及开庭传票。自公告之日起经过60日即视为送达。提出答辩状的期限为公告期满后15日内，举证期限为公告期满后30日内。本案定于举证期满后的第3日上午9时在本院公开开庭审理，逾期将依法缺席判决。 王爱娟：本院受理原告某某银行股份有限公司诉你金融借款合同纠纷一案，现依法向你公告送达起诉状副本、应诉通知书、举证通知书及开庭传票。自公告之日起经过60日即视为送达。提出答辩状的期限为公告期满后15日内，举证期限为公告期满后30日内。本案定于举证期满后的第3日上午9时在本院公开开庭审理，逾期将依法缺席判决。 王爱娟：本院受理原告某某银行股份有限公司诉你金融借款合同纠纷一案，现依法向你公告送达起诉状副本、应诉通知书、举证通知书及开庭传票。自公告之日起经过60日即视为送达。提出答辩状的期限为公告期满后15日内，举证期限为公告期满后30日内。本案定于举证期满后的第3日上午9时在本院公开开庭审理，逾期将依法缺席判决。 王爱娟：本院受理原告某某银行股份有限公司诉你金融借款合同纠纷一案，现依法向你公告送达起诉状副本、应诉通知书、举证通知书及开庭传票。自公告之日起经过60日即视为送达。提出答辩状的期限为公告期满后15日内，举证期限为公告期满后30日内。本案定于举证期满后的第3日上午9时在本院公开开庭审理，逾期将依法缺席判决。 王爱娟：本院受理原告某某银行股份有限公司诉你金融借款合同纠纷一案，现依法向你公告送达起诉状副本、应诉通知书、举证通知书及开庭传票。自公告之日起经过60日即视为送达。提出答辩状的期限为公告期满后15日内，举证期限为公告期满后30日内。本案定于举证期满后的第3日上午9时在本院公开开庭审理，逾期将依法缺席判决。 王爱娟：本院受理原告某某银行股份有限公司诉你金融借款合同纠纷一案，现依法向你公告送达起诉状副本、应诉通知书、举证通知书及开庭传票。自公告之日起经过60日即视为送达。提出答辩状的期限为公告期满后15日内，举证期限为公告期满后30日内。本案定于举证期满后的第3日上午9时在本院公开开庭审理，逾期将依法缺席判决。 王爱娟：本院受理原告某某银行股份有限公司诉你金融借款合同纠纷一案，现依法向你公告送达起诉状副本、应诉通知书、举证通知书及开庭传票。自公告之日起经过60日即视为送达。提出答辩状的期限为公告期满后15日内，举证期限为公告期满后30日内。本案定于举证期满后的第3日上午9时在本院公开开庭审理，逾期将依法缺席判决。 王爱娟：本院受理原告某某银行股份有限公司诉你金融借款合同纠纷一案，现依法向你公告送达起诉状副本、应诉通知书、举证通知书及开庭传票。自公告之日起经过60日即视为送达。提出答辩状的期限为公告期满后15日内，举证期限为公告期满后30日内。本案定于举证期满后的第3日上午9时在本院公开开庭审理，逾期将依法缺席判决。 王爱娟：本院受理原告某某银行股份有限公司诉你金融借款合同纠纷一案，现依法向你公告送达起诉状副本、应诉通知书、举证通知书及开庭传票。自公告之日起经过60日即视为送达。提出答辩状的期限为公告期满后15日内，举证期限为公告期满后30日内。本案定于举证期满后的第3日上午9时在本院公开开庭审理，逾期将依法缺席判决。 王爱娟：本院受理原告某某银行股份有限公司诉你金融借款合同纠纷一案，现依法向你公告送达起诉状副本、应诉通知书、举证通知书及开庭传票。自公告之日起经过60日即视为送达。提出答辩状的期限为公告期满后15日内，举证期限为公告期满后30日内。本案定于举证期满后的第3日上午9时在本院公开开庭审理，逾期将依法缺席判决。 王爱娟：本院受理原告某某银行股份有限公司诉你金融借款合同纠纷一案，现依法向你公告送达起诉状副本、应诉通知书、举证通知书及开庭传票。自公告之日起经过60日即视为送达。提出答辩状的期限为公告期满后15日内，举证期限为公告期满后30日内。本案定于举证期满后的第3日上午9时在本院公开开庭审理，逾期将依法缺席判决。 王爱娟：本院受理原告某某银行股份有限公司诉你金融借款合同纠纷一案，现依法向你公告送达起诉状副本、应诉通知书、举证通知书及开庭传票。自公告之日起经过60日即视为送达。提出答辩状的期限为公告期满后15日内，举证期限为公告期满后30日内。本案定于举证期满后的第3日上午9时在本院公开开庭审理，逾期将依法缺席判决。 王爱娟：本院受理原告某某银行股份有限公司诉你金融借款合同纠纷一案，现依法向你公告送达起诉状副本、应诉通知书、举证通知书及开庭传票。自公告之日起经过60日即视为送达。提出答辩状的期限为公告期满后15日内，举证期限为公告期满后30日内。本案定于举证期满后的第3日上午9时在本院公开开庭审理，逾期将依法缺席判决。 王爱娟：本院受理原告某某银行股份有限公司诉你金融借款合同纠纷一案，现依法向你公告送达起诉状副本、应诉通知书、举证通知书及开庭传票。自公告之日起经过60日即视为送达。提出答辩状的期限为公告期满后15日内，举证期限为公告期满后30日内。本案定于举证期满后的第3日上午9时在本院公开开庭审理，逾期将依法缺席判决。 王爱娟：本院受理原告某某银行股份有限公司诉你金融借款合同纠纷一案，现依法向你公告送达起诉状副本、应诉通知书、举证通知书及开庭传票。自公告之日起经过60日即视为送达。提出答辩状的期限为公告期满后15日内，举证期限为公告期满后30日内。本案定于举证期满后的第3日上午9时在本院公开开庭审理，逾期将依法缺席判决。 王爱娟：本院受理原告某某银行股份有限公司诉你金融借款合同纠纷一案，现依法向你公告送达起诉状副本、应诉通知书、举证通知书及开庭传票。自公告之日起经过60日即视为送达。提出答辩状的期限为公告期满后15日内，举证期限为公告期满后30日内。本案定于举证期满后的第3日上午9时在本院公开开庭审理，逾期将依法缺席判决。 王爱娟：本院受理原告某某银行股份有限公司诉你金融借款合同纠纷一案，现依法向你公告送达起诉状副本、应诉通知书、举证通知书及开庭传票。自公告之日起经过60日即视为送达。提出答辩状的期限为公告期满后15日内，举证期限为公告期满后30日内。本案定于举证期满后的第3日上午9时在本院公开开庭审理，逾期将依法缺席判决。 王爱娟：本院受理原告某某银行股份有限公司诉你金融借款合同纠纷一案，现依法向你公告送达起诉状副本、应诉通知书、举证通知书及开庭传票。自公告之日起经过60日即视为送达。提出答辩状的期限为公告期满后15日内，举证期限为公告期满后30日内。本案定于举证期满后的第3日上午9时在本院公开开庭审理，逾期将依法缺席判决。 (121, 117, 215, 2188)
table-cell: 男 (399, 752, 420, 760)
person-photo (348, 869, 362, 887)
table-cell: 39 (421, 698, 442, 706)
table-cell: 1 (346, 994, 367, 1002)
table-cell: 男 (399, 760, 420, 768)
table-cell: 叶新 (367, 776, 399, 784)
table-cell: 27 (421, 799, 442, 807)
table-cell: 黄玉兵 (367, 706, 399, 714)
person-photo (364, 909, 378, 927)
table-row (346, 752, 442, 760)
person-photo (364, 889, 378, 907)
table-cell: 16 (346, 745, 367, 753)
table-cell: 冯小虎 (367, 636, 399, 644)
table-row (346, 799, 442, 807)
person-photo (412, 849, 426, 867)
table-header-cell: 姓名 (367, 621, 399, 628)
table-cell: 男 (399, 721, 420, 729)
person-photo (396, 889, 410, 907)
table-cell: 51 (421, 1002, 442, 1010)
table-cell: 男 (399, 807, 420, 815)
table-row (346, 776, 442, 784)
table-cell: 20 (346, 776, 367, 784)
table-cell: 男 (399, 815, 420, 823)
table-cell: 2 (346, 1002, 367, 1010)
table-cell: 李明 (367, 799, 399, 807)
photo-grid (348, 849, 438, 947)
table-cell: 男 (399, 768, 420, 776)
table-row (346, 643, 442, 651)
table-cell: 男 (399, 667, 420, 675)
notice-text: 某某餐饮管理有限公司遗失食品经营许可证正本，声明作废。某某药业有限公司遗失开户许可证，声明作废。某某物流有限公司经股东会决议减少注册资本，请债权人自本公告之日起45日内要求本公司清偿债务或者提供相应的担保。 某某餐饮管理有限公司遗失食品经营许可证正本，声明作废。某某药业有限公司遗失开户许可证，声明作废。某某物流有限公司经股东会决议减少注册资本，请债权人自本公告之日起45日内要求本公司清偿债务或者提供相应的担保。 某某餐饮管理有限公司遗失食品经营许可证正本，声明作废。某某药业有限公司遗失开户许可证，声明作废。某某物流有限公司经股东会决议减少注册资本，请债权人自本公告之日起45日内要求本公司清偿债务或者提供相应的担保。 某某餐饮管理有限公司遗失食品经营许可证正本，声明作废。某某药业有限公司遗失开户许可证，声明作废。某某物流有限公司经股东会决议减少注册资本，请债权人自本公告之日起45日内要求本公司清偿债务或者提供相应的担保。 某某餐饮管理有限公司遗失食品经营许可证正本，声明作废。某某药业有限公司遗失开户许可证，声明作废。某某物流有限公司经股东会决议减少注册资本，请债权人自本公告之日起45日内要求本公司清偿债务或者提供相应的担保。 某某餐饮管理有限公司遗失食品经营许可证正本，声明作废。某某药业有限公司遗失开户许可证，声明作废。某某物流有限公司经股东会决议减少注册资本，请债权人自本公告之日起45日内要求本公司清偿债务或者提供相应的担保。 某某餐饮管理有限公司遗失食品经营许可证正本，声明作废。某某药业有限公司遗失开户许可证，声明作废。某某物流有限公司经股东会决议减少注册资本，请债权人自本公告之日起45日内要求本公司清偿债务或者提供相应的担保。 某某餐饮管理有限公司遗失食品经营许可证正本，声明作废。某某药业有限公司遗失开户许可证，声明作废。某某物流有限公司经股东会决议减少注册资本，请债权人自本公告之日起45日内要求本公司清偿债务或者提供相应的担保。 某某餐饮管理有限公司遗失食品经营许可证正本，声明作废。某某药业有限公司遗失开户许可证，声明作废。某某物流有限公司经股东会决议减少注册资本，请债权人自本公告之日起45日内要求本公司清偿债务或者提供相应的担保。 某某餐饮管理有限公司遗失食品经营许可证正本，声明作废。某某药业有限公司遗失开户许可证，声明作废。某某物流有限公司经股东会决议减少注册资本，请债权人自本公告之日起45日内要求本公司清偿债务或者提供相应的担保。 某某餐饮管理有限公司遗失食品经营许可证正本，声明作废。某某药业有限公司遗失开户许可证，声明作废。某某物流有限公司经股东会决议减少注册资本，请债权人自本公告之日起45日内要求本公司清偿债务或者提供相应的担保。 某某餐饮管理有限公司遗失食品经营许可证正本，声明作废。某某药业有限公司遗失开户许可证，声明作废。某某物流有限公司经股东会决议减少注册资本，请债权人自本公告之日起45日内要求本公司清偿债务或者提供相应的担保。 某某餐饮管理有限公司遗失食品经营许可证正本，声明作废。某某药业有限公司遗失开户许可证，声明作废。某某物流有限公司经股东会决议减少注册资本，请债权人自本公告之日起45日内要求本公司清偿债务或者提供相应的担保。 某某餐饮管理有限公司遗失食品经营许可证正本，声明作废。某某药业有限公司遗失开户许可证，声明作废。某某物流有限公司经股东会决议减少注册资本，请债权人自本公告之日起45日内要求本公司清偿债务或者提供相应的担保。 某某餐饮管理有限公司遗失食品经营许可证正本，声明作废。某某药业有限公司遗失开户许可证，声明作废。某某物流有限公司经股东会决议减少注册资本，请债权人自本公告之日起45日内要求本公司清偿债务或者提供相应的担保。 某某餐饮管理有限公司遗失食品经营许可证正本，声明作废。某某药业有限公司遗失开户许可证，声明作废。某某物流有限公司经股东会决议减少注册资本，请债权人自本公告之日起45日内要求本公司清偿债务或者提供相应的担保。 某某餐饮管理有限公司遗失食品经营许可证正本，声明作废。某某药业有限公司遗失开户许可证，声明作废。某某物流有限公司经股东会决议减少注册资本，请债权人自本公告之日起45日内要求本公司清偿债务或者提供相应的担保。 某某餐饮管理有限公司遗失食品经营许可证正本，声明作废。某某药业有限公司遗失开户许可证，声明作废。某某物流有限公司经股东会决议减少注册资本，请债权人自本公告之日起45日内要求本公司清偿债务或者提供相应的担保。 某某餐饮管理有限公司遗失食品经营许可证正本，声明作废。某某药业有限公司遗失开户许可证，声明作废。某某物流有限公司经股东会决议减少注册资本，请债权人自本公告之日起45日内要求本公司清偿债务或者提供相应的担保。 某某餐饮管理有限公司遗失食品经营许可证正本，声明作废。某某药业有限公司遗失开户许可证，声明作废。某某物流有限公司经股东会决议减少注册资本，请债权人自本公告之日起45日内要求本公司清偿债务或者提供相应的担保。 某某餐饮管理有限公司遗失食品经营许可证正本，声明作废。某某药业有限公司遗失开户许可证，声明作废。某某物流有限公司经股东会决议减少注册资本，请债权人自本公告之日起45日内要求本公司清偿债务或者提供相应的担保。 某某餐饮管理有限公司遗失食品经营许可证正本，声明作废。某某药业有限公司遗失开户许可证，声明作废。某某物流有限公司经股东会决议减少注册资本，请债权人自本公告之日起45日内要求本公司清偿债务或者提供相应的担保。 某某餐饮管理有限公司遗失食品经营许可证正本，声明作废。某某药业有限公司遗失开户许可证，声明作废。某某物流有限公司经股东会决议减少注册资本，请债权人自本公告之日起45日内要求本公司清偿债务或者提供相应的担保。 某某餐饮管理有限公司遗失食品经营许可证正本，声明作废。某某药业有限公司遗失开户许可证，声明作废。某某物流有限公司经股东会决议减少注册资本，请债权人自本公告之日起45日内要求本公司清偿债务或者提供相应的担保。 某某餐饮管理有限公司遗失食品经营许可证正本，声明作废。某某药业有限公司遗失开户许可证，声明作废。某某物流有限公司经股东会决议减少注册资本，请债权人自本公告之日起45日内要求本公司清偿债务或者提供相应的担保。 某某餐饮管理有限公司遗失食品经营许可证正本，声明作废。某某药业有限公司遗失开户许可证，声明作废。某某物流有限公司经股东会决议减少注册资本，请债权人自本公告之日起45日内要求本公司清偿债务或者提供相应的担保。 某某餐饮管理有限公司遗失食品经营许可证正本，声明作废。某某药业有限公司遗失开户许可证，声明作废。某某物流有限公司经股东会决议减少注册资本，请债权人自本公告之日起45日内要求本公司清偿债务或者提供相应的担保。 某某餐饮管理有限公司遗失食品经营许可证正本，声明作废。某某药业有限公司遗失开户许可证，声明作废。某某物流有限公司经股东会决议减少注册资本，请债权人自本公告之日起45日内要求本公司清偿债务或者提供相应的担保。 (346, 117, 440, 611)
table-cell: 魏大发 (367, 807, 399, 815)
table-row (346, 713, 442, 721)
table-row (346, 1017, 442, 1025)
table-cell: 男 (399, 729, 420, 737)
table-cell: 男 (399, 659, 420, 667)
table-cell: 28 (346, 838, 367, 846)
table-cell: 42 (421, 636, 442, 644)
notice-text-short: 某某餐饮管理有限公司遗失食品经营许可证正本，声明作废。某某药业有限公司遗失开户许可证，声明作废。某某物流有限公司经股东会决议减少注册资本，请债权人自本公告之日起45日内要求本公司清偿债务或者提供相应的担保。 (346, 950, 440, 968)
table-header-cell: 序号 (346, 987, 367, 994)
table-cell: 张民 (367, 1010, 399, 1018)
table-cell: 37 (421, 760, 442, 768)
table-cell: 1 (346, 628, 367, 636)
table-cell: 26 (346, 822, 367, 830)
table-cell: 44 (421, 682, 442, 690)
table-cell: 18 (346, 760, 367, 768)
table-cell: 男 (399, 628, 420, 636)
person-photo (428, 889, 442, 907)
table-cell: 3 (346, 1010, 367, 1018)
table-cell: 25 (346, 815, 367, 823)
table-row (346, 791, 442, 799)
table-cell: 徐军 (367, 838, 399, 846)
table-row (346, 667, 442, 675)
table-cell: 男 (399, 791, 420, 799)
column-announcements-2 (341, 91, 445, 1349)
table-cell: 男 (399, 651, 420, 659)
table-cell: 王小平 (367, 674, 399, 682)
table-row (346, 783, 442, 791)
table-cell: 27 (346, 830, 367, 838)
person-photo (412, 869, 426, 887)
table-cell: 24 (346, 807, 367, 815)
table-cell: 刘军 (367, 721, 399, 729)
